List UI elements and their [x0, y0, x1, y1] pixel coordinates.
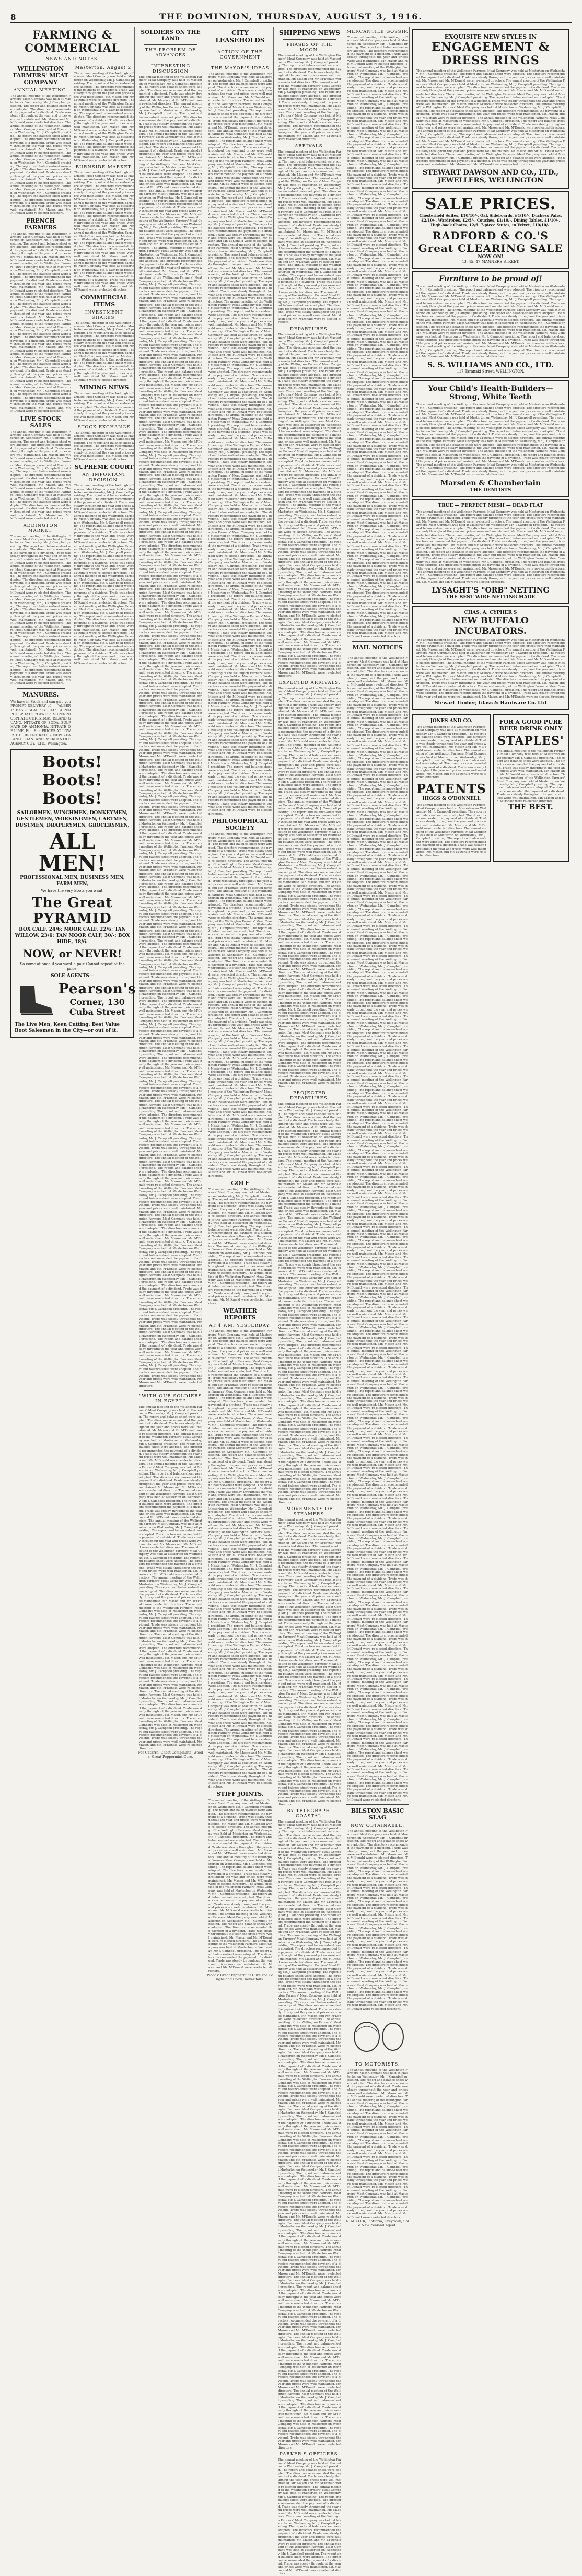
- article-text: The annual meeting of the Wellington Farmers' Meat Company was held at Masterton on Wednesday, Mr. J. Campbell presiding. The report and balance-sheet were adopted. The directors recommended the payment of a dividend. Trade was steady throughout the year and prices were well maintained. Mr. Mason and Mr. M'Donald were re-elected directors. The annual meeting of the Wellington Farmers' Meat Company was held at Masterton on Wednesday, Mr. J. Campbell presiding. The report and balance-sheet were adopted. The directors recommended the payment of a dividend. Trade was steady throughout the year and prices were well maintained. Mr. Mason and Mr. M'Donald were re-elected directors. The annual meeting of the Wellington Farmers' Meat Company was held at Masterton on Wednesday, Mr. J. Campbell presiding. The report and balance-sheet were adopted. The directors recommended the payment of a dividend. Trade was steady throughout the year and prices were well maintained. Mr. Mason and Mr. M'Donald were re-elected directors. The annual meeting of the Wellington Farmers' Meat Company was held at Masterton on Wednesday, Mr. J. Campbell presiding. The report and balance-sheet were adopted. The directors recommended the payment of a dividend. Trade was steady throughout the year and prices were well maintained. Mr. Mason and Mr. M'Donald were re-elected directors. The annual meeting of the Wellington Farmers' Meat Company was held at Masterton on Wednesday, Mr. J. Campbell presiding. The report and balance-sheet were adopted. The directors recommended the payment of a dividend. Trade was steady throughout the year and prices were well maintained. Mr. Mason and Mr. M'Donald were re-elected directors. The annual meeting of the Wellington Farmers' Meat Company was held at Masterton on Wednesday, Mr. J. Campbell presiding. The report and balance-sheet were adopted. The directors recommended the payment of a dividend. Trade was steady throughout the year and prices were well maintained. Mr. Mason and Mr. M'Donald were re-elected directors. The annual meeting of the Wellington Farmers' Meat Company was held at Masterton on Wednesday, Mr. J. Campbell presiding. The report and balance-sheet were adopted. The directors recommended the payment of a dividend. Trade was steady throughout the year and prices were well maintained. Mr. Mason and Mr. M'Donald were re-elected directors. The annual meeting of the Wellington Farmers' Meat Company was held at Masterton on Wednesday, Mr. J. Campbell presiding. The report and balance-sheet were adopted. The directors recommended the payment of a dividend. Trade was steady throughout the year and prices were well maintained. Mr. Mason and Mr. M'Donald were re-elected directors. The annual meeting of the Wellington Farmers' Meat Company was held at Masterton on Wednesday, Mr. J. Campbell presiding. The report and balance-sheet were adopted. The directors recommended the payment of a dividend. Trade was steady throughout the year and prices were well maintained. Mr. Mason and Mr. M'Donald were re-elected directors. The annual meeting of the Wellington Farmers' Meat Company was held at Masterton on Wednesday, Mr. J. Campbell presiding. The report and balance-sheet were adopted. The directors recommended the payment of a dividend. Trade was steady throughout the year and prices were well maintained. Mr. Mason and Mr. M'Donald were re-elected directors. The annual meeting of the Wellington Farmers' Meat Company was held at Masterton on Wednesday, Mr. J. Campbell presiding. The report and balance-sheet were adopted. The directors recommended the payment of a dividend. Trade was steady throughout the year and prices were well maintained. Mr. Mason and Mr. M'Donald were re-elected directors. The annual meeting of the Wellington Farmers' Meat Company was held at Masterton on Wednesday, Mr. J. Campbell presiding. The report and balance-sheet were adopted. The directors recommended the payment of a dividend. Trade was steady throughout the year and prices were well maintained. Mr. Mason and Mr. M'Donald were re-elected directors. The annual meeting of the Wellington Farmers' Meat Company was held at Masterton on Wednesday, Mr. J. Campbell presiding. The report and balance-sheet were adopted. The directors recommended the payment of a dividend. Trade was steady throughout the year and prices were well maintained. Mr. Mason and Mr. M'Donald were re-elected directors. The annual meeting of the Wellington Farmers' Meat Company was held at Masterton on Wednesday, Mr. J. Campbell presiding. The report and balance-sheet were adopted. The directors recommended the payment of a dividend. Trade was steady throughout the year and prices were well maintained. Mr. Mason and Mr. M'Donald were re-elected directors.: [278, 687, 342, 1088]
- staples-beer-ad: [493, 714, 569, 862]
- incubators: NEW BUFFALO INCUBATORS.: [452, 615, 529, 636]
- news-label: NEWS AND NOTES.: [45, 56, 100, 62]
- movements-heading: MOVEMENTS OF STEAMERS.: [286, 1506, 333, 1517]
- boots-advertisement: [10, 749, 134, 1038]
- teeth-heading: Your Child's Health-Builders— Strong, White Teeth: [428, 384, 553, 401]
- article-text: The annual meeting of the Wellington Farmers' Meat Company was held at Masterton on Wednesday, Mr. J. Campbell presiding. The report and balance-sheet were adopted. The directors recommended the payment of a dividend. Trade was steady throughout the year and prices were well maintained. Mr. Mason and Mr. M'Donald were re-elected directors. The annual meeting of the Wellington Farmers' Meat Company was held at Masterton on Wednesday, Mr. J. Campbell presiding. The report and balance-sheet were adopted. The directors recommended the payment of a dividend. Trade was steady throughout the year and prices were well maintained. Mr. Mason and Mr. M'Donald were re-elected directors. The annual meeting of the Wellington Farmers' Meat Company was held at Masterton on Wednesday, Mr. J. Campbell presiding. The report and balance-sheet were adopted. The directors recommended the payment of a dividend. Trade was steady throughout the year and prices were well maintained. Mr. Mason and Mr. M'Donald were re-elected directors. The annual meeting of the Wellington Farmers' Meat Company was held at Masterton on Wednesday, Mr. J. Campbell presiding. The report and balance-sheet were adopted. The directors recommended the payment of a dividend. Trade was steady throughout the year and prices were well maintained. Mr. Mason and Mr. M'Donald were re-elected directors. The annual meeting of the Wellington Farmers' Meat Company was held at Masterton on Wednesday, Mr. J. Campbell presiding. The report and balance-sheet were adopted. The directors recommended the payment of a dividend. Trade was steady throughout the year and prices were well maintained. Mr. Mason and Mr. M'Donald were re-elected directors. The annual meeting of the Wellington Farmers' Meat Company was held at Masterton on Wednesday, Mr. J. Campbell presiding. The report and balance-sheet were adopted. The directors recommended the payment of a dividend. Trade was steady throughout the year and prices were well maintained. Mr. Mason and Mr. M'Donald were re-elected directors.: [278, 150, 342, 324]
- article-text: The annual meeting of the Wellington Farmers' Meat Company was held at Masterton on Wednesday, Mr. J. Campbell presiding. The report and balance-sheet were adopted. The directors recommended the payment of a dividend. Trade was steady throughout the year and prices were well maintained. Mr. Mason and Mr. M'Donald were re-elected directors. The annual meeting of the Wellington Farmers' Meat Company was held at Masterton on Wednesday, Mr. J. Campbell presiding. The report and balance-sheet were adopted. The directors recommended the payment of a dividend. Trade was steady throughout the year and prices were well maintained. Mr. Mason and Mr. M'Donald were re-elected directors.: [74, 321, 135, 382]
- masthead: [10, 11, 572, 23]
- beer-heading: FOR A GOOD PURE BEER DRINK ONLY: [499, 718, 563, 732]
- orb-tag: TRUE — PERFECT MESH — DEAD FLAT: [438, 503, 543, 508]
- right-subcol: [74, 63, 135, 746]
- article-text: The annual meeting of the Wellington Farmers' Meat Company was held at Masterton on Wednesday, Mr. J. Campbell presiding. The report and balance-sheet were adopted. The directors recommended the payment of a dividend. Trade was steady throughout the year and prices were well maintained. Mr. Mason and Mr. M'Donald were re-elected directors. The annual meeting of the Wellington Farmers' Meat Company was held at Masterton on Wednesday, Mr. J. Campbell presiding. The report and balance-sheet were adopted. The directors recommended the payment of a dividend. Trade was steady throughout the year and prices were well maintained. Mr. Mason and Mr. M'Donald were re-elected directors. The annual meeting of the Wellington Farmers' Meat Company was held at Masterton on Wednesday, Mr. J. Campbell presiding. The report and balance-sheet were adopted. The directors recommended the payment of a dividend. Trade was steady throughout the year and prices were well maintained. Mr. Mason and Mr. M'Donald were re-elected directors. The annual meeting of the Wellington Farmers' Meat Company was held at Masterton on Wednesday, Mr. J. Campbell presiding. The report and balance-sheet were adopted. The directors recommended the payment of a dividend. Trade was steady throughout the year and prices were well maintained. Mr. Mason and Mr. M'Donald were re-elected directors.: [74, 171, 135, 292]
- manures-ad-text: We have in Stock and can give you PROMPT DELIVERY of — "ALBERT" BASIC SLAG "LYSELL" SUPERPHOSPHATE "LAWES" SUPERPHOSPHATE CHRISTMAS ISLAND GUANO. NITRATE OF SODA. SULPHATE OF AMMONIA. NITRATE OF LIME, Etc. Etc. PRICES AT LOWEST CURRENT RATES. NEW ZEALAND LOAN AND MERCANTILE AGENCY COY., LTD., Wellington.: [10, 699, 72, 746]
- stock-heading: STOCK EXCHANGE: [77, 424, 131, 430]
- ad-text: The annual meeting of the Wellington Farmers' Meat Company was held at Masterton on Wednesday, Mr. J. Campbell presiding. The report and balance-sheet were adopted. The directors recommended the payment of a dividend. Trade was steady throughout the year and prices were well maintained. Mr. Mason and Mr. M'Donald were re-elected directors. The annual meeting of the Wellington Farmers' Meat Company was held at Masterton on Wednesday, Mr. J. Campbell presiding. The report and balance-sheet were adopted. The directors recommended the payment of a dividend. Trade was steady throughout the year and prices were well maintained. Mr. Mason and Mr. M'Donald were re-elected directors. The annual meeting of the Wellington Farmers' Meat Company was held at Masterton on Wednesday, Mr. J. Campbell presiding. The report and balance-sheet were adopted. The directors recommended the payment of a dividend. Trade was steady throughout the year and prices were well maintained. Mr. Mason and Mr. M'Donald were re-elected directors. The annual meeting of the Wellington Farmers' Meat Company was held at Masterton on Wednesday, Mr. J. Campbell presiding. The report and balance-sheet were adopted. The directors recommended the payment of a dividend. Trade was steady throughout the year and prices were well maintained. Mr. Mason and Mr. M'Donald were re-elected directors. The annual meeting of the Wellington Farmers' Meat Company was held at Masterton on Wednesday, Mr. J. Campbell presiding. The report and balance-sheet were adopted. The directors recommended the payment of a dividend. Trade was steady throughout the year and prices were well maintained. Mr. Mason and Mr. M'Donald were re-elected directors. The annual meeting of the Wellington Farmers' Meat Company was held at Masterton on Wednesday, Mr. J. Campbell presiding. The report and balance-sheet were adopted. The directors recommended the payment of a dividend. Trade was steady throughout the year and prices were well maintained. Mr. Mason and Mr. M'Donald were re-elected directors.: [416, 285, 566, 359]
- stewart-heading: EXQUISITE NEW STYLES IN: [444, 33, 537, 40]
- cypher-ad: [412, 606, 569, 710]
- two-column-body: [10, 63, 134, 746]
- cypher-heading: CHAS. A. CYPHER'S: [464, 610, 517, 616]
- meat-heading: WELLINGTON FARMERS' MEAT COMPANY: [13, 65, 68, 86]
- sale-items: Chesterfield Suites, £10/10/-. Oak Sideboards, £4/10/-. Duchess Pairs, £2/10/-. Wardrobes, £2/5/-. Couches, £1/10/-. Dining Tables, £1/10/-. High-back Chairs, 12/6. 7-piece Suites, in Velvet, £10/10/-.: [419, 213, 562, 227]
- stewart-timber: Stewart Timber, Glass & Hardware Co. Ltd: [434, 700, 547, 706]
- article-text: The annual meeting of the Wellington Farmers' Meat Company was held at Masterton on Wednesday, Mr. J. Campbell presiding. The report and balance-sheet were adopted. The directors recommended the payment of a dividend. Trade was steady throughout the year and prices were well maintained. Mr. Mason and Mr. M'Donald were re-elected directors. The annual meeting of the Wellington Farmers' Meat Company was held at Masterton on Wednesday, Mr. J. Campbell presiding. The report and balance-sheet were adopted. The directors recommended the payment of a dividend. Trade was steady throughout the year and prices were well maintained. Mr. Mason and Mr. M'Donald were re-elected directors. The annual meeting of the Wellington Farmers' Meat Company was held at Masterton on Wednesday, Mr. J. Campbell presiding. The report and balance-sheet were adopted. The directors recommended the payment of a dividend. Trade was steady throughout the year and prices were well maintained. Mr. Mason and Mr. M'Donald were re-elected directors. The annual meeting of the Wellington Farmers' Meat Company was held at Masterton on Wednesday, Mr. J. Campbell presiding. The report and balance-sheet were adopted. The directors recommended the payment of a dividend. Trade was steady throughout the year and prices were well maintained. Mr. Mason and Mr. M'Donald were re-elected directors. The annual meeting of the Wellington Farmers' Meat Company was held at Masterton on Wednesday, Mr. J. Campbell presiding. The report and balance-sheet were adopted. The directors recommended the payment of a dividend. Trade was steady throughout the year and prices were well maintained. Mr. Mason and Mr. M'Donald were re-elected directors.: [347, 2069, 409, 2219]
- patents-heading: PATENTS: [416, 781, 486, 797]
- slag-heading: BILSTON BASIC SLAG: [351, 1807, 404, 1821]
- furniture-heading: Furniture to be proud of!: [439, 274, 542, 283]
- article-text: The annual meeting of the Wellington Farmers' Meat Company was held at Masterton on Wednesday, Mr. J. Campbell presiding. The report and balance-sheet were adopted. The directors recommended the payment of a dividend. Trade was steady throughout the year and prices were well maintained. Mr. Mason and Mr. M'Donald were re-elected directors. The annual meeting of the Wellington Farmers' Meat Company was held at Masterton on Wednesday, Mr. J. Campbell presiding. The report and balance-sheet were adopted. The directors recommended the payment of a dividend. Trade was steady throughout the year and prices were well maintained. Mr. Mason and Mr. M'Donald were re-elected directors. The annual meeting of the Wellington Farmers' Meat Company was held at Masterton on Wednesday, Mr. J. Campbell presiding. The report and balance-sheet were adopted. The directors recommended the payment of a dividend. Trade was steady throughout the year and prices were well maintained. Mr. Mason and Mr. M'Donald were re-elected directors. The annual meeting of the Wellington Farmers' Meat Company was held at Masterton on Wednesday, Mr. J. Campbell presiding. The report and balance-sheet were adopted. The directors recommended the payment of a dividend. Trade was steady throughout the year and prices were well maintained. Mr. Mason and Mr. M'Donald were re-elected directors.: [208, 1188, 273, 1305]
- sale-prices: SALE PRICES.: [425, 194, 556, 213]
- article-text: The annual meeting of the Wellington Farmers' Meat Company was held at Masterton on Wednesday, Mr. J. Campbell presiding. The report and balance-sheet were adopted. The directors recommended the payment of a dividend. Trade was steady throughout the year and prices were well maintained. Mr. Mason and Mr. M'Donald were re-elected directors. The annual meeting of the Wellington Farmers' Meat Company was held at Masterton on Wednesday, Mr. J. Campbell presiding. The report and balance-sheet were adopted. The directors recommended the payment of a dividend. Trade was steady throughout the year and prices were well maintained. Mr. Mason and Mr. M'Donald were re-elected directors. The annual meeting of the Wellington Farmers' Meat Company was held at Masterton on Wednesday, Mr. J. Campbell presiding. The report and balance-sheet were adopted. The directors recommended the payment of a dividend. Trade was steady throughout the year and prices were well maintained. Mr. Mason and Mr. M'Donald were re-elected directors.: [74, 72, 135, 163]
- pearsons-name: Pearson's: [59, 981, 136, 997]
- stewart-name: STEWART DAWSON AND CO., LTD., JEWELLERS, WELLINGTON: [423, 168, 558, 184]
- col3-footer: Woods' Great Peppermint Cure For Coughs and Colds, never fails.: [207, 1973, 273, 1982]
- marsden-name: Marsden & Chamberlain: [440, 479, 541, 488]
- weather-heading: WEATHER REPORTS: [223, 1307, 257, 1321]
- philosophical-heading: PHILOSOPHICAL SOCIETY: [212, 818, 269, 832]
- article-text: The annual meeting of the Wellington Farmers' Meat Company was held at Masterton on Wednesday, Mr. J. Campbell presiding. The report and balance-sheet were adopted. The directors recommended the payment of a dividend. Trade was steady throughout the year and prices were well maintained. Mr. Mason and Mr. M'Donald were re-elected directors. The annual meeting of the Wellington Farmers' Meat Company was held at Masterton on Wednesday, Mr. J. Campbell presiding. The report and balance-sheet were adopted. The directors recommended the payment of a dividend. Trade was steady throughout the year and prices were well maintained. Mr. Mason and Mr. M'Donald were re-elected directors. The annual meeting of the Wellington Farmers' Meat Company was held at Masterton on Wednesday, Mr. J. Campbell presiding. The report and balance-sheet were adopted. The directors recommended the payment of a dividend. Trade was steady throughout the year and prices were well maintained. Mr. Mason and Mr. M'Donald were re-elected directors. The annual meeting of the Wellington Farmers' Meat Company was held at Masterton on Wednesday, Mr. J. Campbell presiding. The report and balance-sheet were adopted. The directors recommended the payment of a dividend. Trade was steady throughout the year and prices were well maintained. Mr. Mason and Mr. M'Donald were re-elected directors.: [10, 95, 72, 215]
- section-title: FARMING & COMMERCIAL: [25, 28, 120, 54]
- article-text: The annual meeting of the Wellington Farmers' Meat Company was held at Masterton on Wednesday, Mr. J. Campbell presiding. The report and balance-sheet were adopted. The directors recommended the payment of a dividend. Trade was steady throughout the year and prices were well maintained. Mr. Mason and Mr. M'Donald were re-elected directors. The annual meeting of the Wellington Farmers' Meat Company was held at Masterton on Wednesday, Mr. J. Campbell presiding. The report and balance-sheet were adopted. The directors recommended the payment of a dividend. Trade was steady throughout the year and prices were well maintained. Mr. Mason and Mr. M'Donald were re-elected directors. The annual meeting of the Wellington Farmers' Meat Company was held at Masterton on Wednesday, Mr. J. Campbell presiding. The report and balance-sheet were adopted. The directors recommended the payment of a dividend. Trade was steady throughout the year and prices were well maintained. Mr. Mason and Mr. M'Donald were re-elected directors. The annual meeting of the Wellington Farmers' Meat Company was held at Masterton on Wednesday, Mr. J. Campbell presiding. The report and balance-sheet were adopted. The directors recommended the payment of a dividend. Trade was steady throughout the year and prices were well maintained. Mr. Mason and Mr. M'Donald were re-elected directors. The annual meeting of the Wellington Farmers' Meat Company was held at Masterton on Wednesday, Mr. J. Campbell presiding. The report and balance-sheet were adopted. The directors recommended the payment of a dividend. Trade was steady throughout the year and prices were well maintained. Mr. Mason and Mr. M'Donald were re-elected directors. The annual meeting of the Wellington Farmers' Meat Company was held at Masterton on Wednesday, Mr. J. Campbell presiding. The report and balance-sheet were adopted. The directors recommended the payment of a dividend. Trade was steady throughout the year and prices were well maintained. Mr. Mason and Mr. M'Donald were re-elected directors. The annual meeting of the Wellington Farmers' Meat Company was held at Masterton on Wednesday, Mr. J. Campbell presiding. The report and balance-sheet were adopted. The directors recommended the payment of a dividend. Trade was steady throughout the year and prices were well maintained. Mr. Mason and Mr. M'Donald were re-elected directors. The annual meeting of the Wellington Farmers' Meat Company was held at Masterton on Wednesday, Mr. J. Campbell presiding. The report and balance-sheet were adopted. The directors recommended the payment of a dividend. Trade was steady throughout the year and prices were well maintained. Mr. Mason and Mr. M'Donald were re-elected directors. The annual meeting of the Wellington Farmers' Meat Company was held at Masterton on Wednesday, Mr. J. Campbell presiding. The report and balance-sheet were adopted. The directors recommended the payment of a dividend. Trade was steady throughout the year and prices were well maintained. Mr. Mason and Mr. M'Donald were re-elected directors. The annual meeting of the Wellington Farmers' Meat Company was held at Masterton on Wednesday, Mr. J. Campbell presiding. The report and balance-sheet were adopted. The directors recommended the payment of a dividend. Trade was steady throughout the year and prices were well maintained. Mr. Mason and Mr. M'Donald were re-elected directors. The annual meeting of the Wellington Farmers' Meat Company was held at Masterton on Wednesday, Mr. J. Campbell presiding. The report and balance-sheet were adopted. The directors recommended the payment of a dividend. Trade was steady throughout the year and prices were well maintained. Mr. Mason and Mr. M'Donald were re-elected directors. The annual meeting of the Wellington Farmers' Meat Company was held at Masterton on Wednesday, Mr. J. Campbell presiding. The report and balance-sheet were adopted. The directors recommended the payment of a dividend. Trade was steady throughout the year and prices were well maintained. Mr. Mason and Mr. M'Donald were re-elected directors. The annual meeting of the Wellington Farmers' Meat Company was held at Masterton on Wednesday, Mr. J. Campbell presiding. The report and balance-sheet were adopted. The directors recommended the payment of a dividend. Trade was steady throughout the year and prices were well maintained. Mr. Mason and Mr. M'Donald were re-elected directors. The annual meeting of the Wellington Farmers' Meat Company was held at Masterton on Wednesday, Mr. J. Campbell presiding. The report and balance-sheet were adopted. The directors recommended the payment of a dividend. Trade was steady throughout the year and prices were well maintained. Mr. Mason and Mr. M'Donald were re-elected directors. The annual meeting of the Wellington Farmers' Meat Company was held at Masterton on Wednesday, Mr. J. Campbell presiding. The report and balance-sheet were adopted. The directors recommended the payment of a dividend. Trade was steady throughout the year and prices were well maintained. Mr. Mason and Mr. M'Donald were re-elected directors. The annual meeting of the Wellington Farmers' Meat Company was held at Masterton on Wednesday, Mr. J. Campbell presiding. The report and balance-sheet were adopted. The directors recommended the payment of a dividend. Trade was steady throughout the year and prices were well maintained. Mr. Mason and Mr. M'Donald were re-elected directors. The annual meeting of the Wellington Farmers' Meat Company was held at Masterton on Wednesday, Mr. J. Campbell presiding. The report and balance-sheet were adopted. The directors recommended the payment of a dividend. Trade was steady throughout the year and prices were well maintained. Mr. Mason and Mr. M'Donald were re-elected directors. The annual meeting of the Wellington Farmers' Meat Company was held at Masterton on Wednesday, Mr. J. Campbell presiding. The report and balance-sheet were adopted. The directors recommended the payment of a dividend. Trade was steady throughout the year and prices were well maintained. Mr. Mason and Mr. M'Donald were re-elected directors. The annual meeting of the Wellington Farmers' Meat Company was held at Masterton on Wednesday, Mr. J. Campbell presiding. The report and balance-sheet were adopted. The directors recommended the payment of a dividend. Trade was steady throughout the year and prices were well maintained. Mr. Mason and Mr. M'Donald were re-elected directors. The annual meeting of the Wellington Farmers' Meat Company was held at Masterton on Wednesday, Mr. J. Campbell presiding. The report and balance-sheet were adopted. The directors recommended the payment of a dividend. Trade was steady throughout the year and prices were well maintained. Mr. Mason and Mr. M'Donald were re-elected directors. The annual meeting of the Wellington Farmers' Meat Company was held at Masterton on Wednesday, Mr. J. Campbell presiding. The report and balance-sheet were adopted. The directors recommended the payment of a dividend. Trade was steady throughout the year and prices were well maintained. Mr. Mason and Mr. M'Donald were re-elected directors. The annual meeting of the Wellington Farmers' Meat Company was held at Masterton on Wednesday, Mr. J. Campbell presiding. The report and balance-sheet were adopted. The directors recommended the payment of a dividend. Trade was steady throughout the year and prices were well maintained. Mr. Mason and Mr. M'Donald were re-elected directors. The annual meeting of the Wellington Farmers' Meat Company was held at Masterton on Wednesday, Mr. J. Campbell presiding. The report and balance-sheet were adopted. The directors recommended the payment of a dividend. Trade was steady throughout the year and prices were well maintained. Mr. Mason and Mr. M'Donald were re-elected directors. The annual meeting of the Wellington Farmers' Meat Company was held at Masterton on Wednesday, Mr. J. Campbell presiding. The report and balance-sheet were adopted. The directors recommended the payment of a dividend. Trade was steady throughout the year and prices were well maintained. Mr. Mason and Mr. M'Donald were re-elected directors. The annual meeting of the Wellington Farmers' Meat Company was held at Masterton on Wednesday, Mr. J. Campbell presiding. The report and balance-sheet were adopted. The directors recommended the payment of a dividend. Trade was steady throughout the year and prices were well maintained. Mr. Mason and Mr. M'Donald were re-elected directors. The annual meeting of the Wellington Farmers' Meat Company was held at Masterton on Wednesday, Mr. J. Campbell presiding. The report and balance-sheet were adopted. The directors recommended the payment of a dividend. Trade was steady throughout the year and prices were well maintained. Mr. Mason and Mr. M'Donald were re-elected directors. The annual meeting of the Wellington Farmers' Meat Company was held at Masterton on Wednesday, Mr. J. Campbell presiding. The report and balance-sheet were adopted. The directors recommended the payment of a dividend. Trade was steady throughout the year and prices were well maintained. Mr. Mason and Mr. M'Donald were re-elected directors. The annual meeting of the Wellington Farmers' Meat Company was held at Masterton on Wednesday, Mr. J. Campbell presiding. The report and balance-sheet were adopted. The directors recommended the payment of a dividend. Trade was steady throughout the year and prices were well maintained. Mr. Mason and Mr. M'Donald were re-elected directors. The annual meeting of the Wellington Farmers' Meat Company was held at Masterton on Wednesday, Mr. J. Campbell presiding. The report and balance-sheet were adopted. The directors recommended the payment of a dividend. Trade was steady throughout the year and prices were well maintained. Mr. Mason and Mr. M'Donald were re-elected directors. The annual meeting of the Wellington Farmers' Meat Company was held at Masterton on Wednesday, Mr. J. Campbell presiding. The report and balance-sheet were adopted. The directors recommended the payment of a dividend. Trade was steady throughout the year and prices were well maintained. Mr. Mason and Mr. M'Donald were re-elected directors. The annual meeting of the Wellington Farmers' Meat Company was held at Masterton on Wednesday, Mr. J. Campbell presiding. The report and balance-sheet were adopted. The directors recommended the payment of a dividend. Trade was steady throughout the year and prices were well maintained. Mr. Mason and Mr. M'Donald were re-elected directors. The annual meeting of the Wellington Farmers' Meat Company was held at Masterton on Wednesday, Mr. J. Campbell presiding. The report and balance-sheet were adopted. The directors recommended the payment of a dividend. Trade was steady throughout the year and prices were well maintained. Mr. Mason and Mr. M'Donald were re-elected directors. The annual meeting of the Wellington Farmers' Meat Company was held at Masterton on Wednesday, Mr. J. Campbell presiding. The report and balance-sheet were adopted. The directors recommended the payment of a dividend. Trade was steady throughout the year and prices were well maintained. Mr. Mason and Mr. M'Donald were re-elected directors. The annual meeting of the Wellington Farmers' Meat Company was held at Masterton on Wednesday, Mr. J. Campbell presiding. The report and balance-sheet were adopted. The directors recommended the payment of a dividend. Trade was steady throughout the year and prices were well maintained. Mr. Mason and Mr. M'Donald were re-elected directors. The annual meeting of the Wellington Farmers' Meat Company was held at Masterton on Wednesday, Mr. J. Campbell presiding. The report and balance-sheet were adopted. The directors recommended the payment of a dividend. Trade was steady throughout the year and prices were well maintained. Mr. Mason and Mr. M'Donald were re-elected directors. The annual meeting of the Wellington Farmers' Meat Company was held at Masterton on Wednesday, Mr. J. Campbell presiding. The report and balance-sheet were adopted. The directors recommended the payment of a dividend. Trade was steady throughout the year and prices were well maintained. Mr. Mason and Mr. M'Donald were re-elected directors. The annual meeting of the Wellington Farmers' Meat Company was held at Masterton on Wednesday, Mr. J. Campbell presiding. The report and balance-sheet were adopted. The directors recommended the payment of a dividend. Trade was steady throughout the year and prices were well maintained. Mr. Mason and Mr. M'Donald were re-elected directors. The annual meeting of the Wellington Farmers' Meat Company was held at Masterton on Wednesday, Mr. J. Campbell presiding. The report and balance-sheet were adopted. The directors recommended the payment of a dividend. Trade was steady throughout the year and prices were well maintained. Mr. Mason and Mr. M'Donald were re-elected directors. The annual meeting of the Wellington Farmers' Meat Company was held at Masterton on Wednesday, Mr. J. Campbell presiding. The report and balance-sheet were adopted. The directors recommended the payment of a dividend. Trade was steady throughout the year and prices were well maintained. Mr. Mason and Mr. M'Donald were re-elected directors. The annual meeting of the Wellington Farmers' Meat Company was held at Masterton on Wednesday, Mr. J. Campbell presiding. The report and balance-sheet were adopted. The directors recommended the payment of a dividend. Trade was steady throughout the year and prices were well maintained. Mr. Mason and Mr. M'Donald were re-elected directors. The annual meeting of the Wellington Farmers' Meat Company was held at Masterton on Wednesday, Mr. J. Campbell presiding. The report and balance-sheet were adopted. The directors recommended the payment of a dividend. Trade was steady throughout the year and prices were well maintained. Mr. Mason and Mr. M'Donald were re-elected directors. The annual meeting of the Wellington Farmers' Meat Company was held at Masterton on Wednesday, Mr. J. Campbell presiding. The report and balance-sheet were adopted. The directors recommended the payment of a dividend. Trade was steady throughout the year and prices were well maintained. Mr. Mason and Mr. M'Donald were re-elected directors. The annual meeting of the Wellington Farmers' Meat Company was held at Masterton on Wednesday, Mr. J. Campbell presiding. The report and balance-sheet were adopted. The directors recommended the payment of a dividend. Trade was steady throughout the year and prices were well maintained. Mr. Mason and Mr. M'Donald were re-elected directors. The annual meeting of the Wellington Farmers' Meat Company was held at Masterton on Wednesday, Mr. J. Campbell presiding. The report and balance-sheet were adopted. The directors recommended the payment of a dividend. Trade was steady throughout the year and prices were well maintained. Mr. Mason and Mr. M'Donald were re-elected directors. The annual meeting of the Wellington Farmers' Meat Company was held at Masterton on Wednesday, Mr. J. Campbell presiding. The report and balance-sheet were adopted. The directors recommended the payment of a dividend. Trade was steady throughout the year and prices were well maintained. Mr. Mason and Mr. M'Donald were re-elected directors. The annual meeting of the Wellington Farmers' Meat Company was held at Masterton on Wednesday, Mr. J. Campbell presiding. The report and balance-sheet were adopted. The directors recommended the payment of a dividend. Trade was steady throughout the year and prices were well maintained. Mr. Mason and Mr. M'Donald were re-elected directors.: [139, 76, 203, 1388]
- staples-name: STAPLES': [497, 734, 564, 748]
- boots-prices: BOX CALF, 24/6; MOOR CALF, 22/6; TAN WILLOW, 23/6; TAN MOOR CALF, 30/-; BOX HIDE, 18/6.: [15, 926, 130, 945]
- newspaper-title: THE DOMINION, THURSDAY, AUGUST 3, 1916.: [159, 11, 423, 21]
- article-text: The annual meeting of the Wellington Farmers' Meat Company was held at Masterton on Wednesday, Mr. J. Campbell presiding. The report and balance-sheet were adopted. The directors recommended the payment of a dividend. Trade was steady throughout the year and prices were well maintained. Mr. Mason and Mr. M'Donald were re-elected directors.: [74, 431, 135, 461]
- ad-text: The annual meeting of the Wellington Farmers' Meat Company was held at Masterton on Wednesday, Mr. J. Campbell presiding. The report and balance-sheet were adopted. The directors recommended the payment of a dividend. Trade was steady throughout the year and prices were well maintained. Mr. Mason and Mr. M'Donald were re-elected directors. The annual meeting of the Wellington Farmers' Meat Company was held at Masterton on Wednesday, Mr. J. Campbell presiding. The report and balance-sheet were adopted. The directors recommended the payment of a dividend. Trade was steady throughout the year and prices were well maintained. Mr. Mason and Mr. M'Donald were re-elected directors.: [416, 725, 487, 779]
- page-number: 8: [10, 13, 16, 22]
- pearsons-address: Corner, 130 Cuba Street: [69, 996, 125, 1017]
- come-at-once: So come at once if you want a pair. Cannot repeat at the price.: [20, 961, 125, 971]
- column-soldiers-land: [137, 27, 204, 1759]
- article-text: The annual meeting of the Wellington Farmers' Meat Company was held at Masterton on Wednesday, Mr. J. Campbell presiding. The report and balance-sheet were adopted. The directors recommended the payment of a dividend. Trade was steady throughout the year and prices were well maintained. Mr. Mason and Mr. M'Donald were re-elected directors.: [74, 392, 135, 423]
- leaseholds-sub2: THE MAYOR'S IDEAS: [211, 66, 270, 71]
- boots-professions: PROFESSIONAL MEN, BUSINESS MEN, FARM MEN,: [20, 875, 125, 887]
- now-or-never: NOW, or NEVER!: [22, 947, 122, 960]
- motor-illustration: [346, 2011, 410, 2058]
- all-men: ALL MEN!: [39, 829, 106, 876]
- weather-sub: AT 4 P.M. YESTERDAY.: [209, 1323, 271, 1329]
- column-farming-commercial: [10, 27, 136, 1034]
- leaseholds-sub1: ACTION OF THE GOVERNMENT: [217, 50, 263, 60]
- soldiers-sub1: THE PROBLEM OF ADVANCES: [145, 48, 196, 58]
- article-text: The annual meeting of the Wellington Farmers' Meat Company was held at Masterton on Wednesday, Mr. J. Campbell presiding. The report and balance-sheet were adopted. The directors recommended the payment of a dividend. Trade was steady throughout the year and prices were well maintained. Mr. Mason and Mr. M'Donald were re-elected directors. The annual meeting of the Wellington Farmers' Meat Company was held at Masterton on Wednesday, Mr. J. Campbell presiding. The report and balance-sheet were adopted. The directors recommended the payment of a dividend. Trade was steady throughout the year and prices were well maintained. Mr. Mason and Mr. M'Donald were re-elected directors. The annual meeting of the Wellington Farmers' Meat Company was held at Masterton on Wednesday, Mr. J. Campbell presiding. The report and balance-sheet were adopted. The directors recommended the payment of a dividend. Trade was steady throughout the year and prices were well maintained. Mr. Mason and Mr. M'Donald were re-elected directors. The annual meeting of the Wellington Farmers' Meat Company was held at Masterton on Wednesday, Mr. J. Campbell presiding. The report and balance-sheet were adopted. The directors recommended the payment of a dividend. Trade was steady throughout the year and prices were well maintained. Mr. Mason and Mr. M'Donald were re-elected directors. The annual meeting of the Wellington Farmers' Meat Company was held at Masterton on Wednesday, Mr. J. Campbell presiding. The report and balance-sheet were adopted. The directors recommended the payment of a dividend. Trade was steady throughout the year and prices were well maintained. Mr. Mason and Mr. M'Donald were re-elected directors. The annual meeting of the Wellington Farmers' Meat Company was held at Masterton on Wednesday, Mr. J. Campbell presiding. The report and balance-sheet were adopted. The directors recommended the payment of a dividend. Trade was steady throughout the year and prices were well maintained. Mr. Mason and Mr. M'Donald were re-elected directors. The annual meeting of the Wellington Farmers' Meat Company was held at Masterton on Wednesday, Mr. J. Campbell presiding. The report and balance-sheet were adopted. The directors recommended the payment of a dividend. Trade was steady throughout the year and prices were well maintained. Mr. Mason and Mr. M'Donald were re-elected directors. The annual meeting of the Wellington Farmers' Meat Company was held at Masterton on Wednesday, Mr. J. Campbell presiding. The report and balance-sheet were adopted. The directors recommended the payment of a dividend. Trade was steady throughout the year and prices were well maintained. Mr. Mason and Mr. M'Donald were re-elected directors. The annual meeting of the Wellington Farmers' Meat Company was held at Masterton on Wednesday, Mr. J. Campbell presiding. The report and balance-sheet were adopted. The directors recommended the payment of a dividend. Trade was steady throughout the year and prices were well maintained. Mr. Mason and Mr. M'Donald were re-elected directors. The annual meeting of the Wellington Farmers' Meat Company was held at Masterton on Wednesday, Mr. J. Campbell presiding. The report and balance-sheet were adopted. The directors recommended the payment of a dividend. Trade was steady throughout the year and prices were well maintained. Mr. Mason and Mr. M'Donald were re-elected directors.: [278, 1518, 342, 1806]
- article-text: The annual meeting of the Wellington Farmers' Meat Company was held at Masterton on Wednesday, Mr. J. Campbell presiding. The report and balance-sheet were adopted. The directors recommended the payment of a dividend. Trade was steady throughout the year and prices were well maintained. Mr. Mason and Mr. M'Donald were re-elected directors. The annual meeting of the Wellington Farmers' Meat Company was held at Masterton on Wednesday, Mr. J. Campbell presiding. The report and balance-sheet were adopted. The directors recommended the payment of a dividend. Trade was steady throughout the year and prices were well maintained. Mr. Mason and Mr. M'Donald were re-elected directors. The annual meeting of the Wellington Farmers' Meat Company was held at Masterton on Wednesday, Mr. J. Campbell presiding. The report and balance-sheet were adopted. The directors recommended the payment of a dividend. Trade was steady throughout the year and prices were well maintained. Mr. Mason and Mr. M'Donald were re-elected directors. The annual meeting of the Wellington Farmers' Meat Company was held at Masterton on Wednesday, Mr. J. Campbell presiding. The report and balance-sheet were adopted. The directors recommended the payment of a dividend. Trade was steady throughout the year and prices were well maintained. Mr. Mason and Mr. M'Donald were re-elected directors. The annual meeting of the Wellington Farmers' Meat Company was held at Masterton on Wednesday, Mr. J. Campbell presiding. The report and balance-sheet were adopted. The directors recommended the payment of a dividend. Trade was steady throughout the year and prices were well maintained. Mr. Mason and Mr. M'Donald were re-elected directors. The annual meeting of the Wellington Farmers' Meat Company was held at Masterton on Wednesday, Mr. J. Campbell presiding. The report and balance-sheet were adopted. The directors recommended the payment of a dividend. Trade was steady throughout the year and prices were well maintained. Mr. Mason and Mr. M'Donald were re-elected directors.: [74, 484, 135, 665]
- column-shipping-news: [276, 27, 343, 2576]
- jones-name: JONES AND CO.: [430, 718, 473, 724]
- stewart-dawson-ad: [412, 29, 569, 189]
- commercial-heading: COMMERCIAL ITEMS: [80, 294, 128, 308]
- column-mail-notices: [346, 27, 410, 2228]
- ad-text: The annual meeting of the Wellington Farmers' Meat Company was held at Masterton on Wednesday, Mr. J. Campbell presiding. The report and balance-sheet were adopted. The directors recommended the payment of a dividend. Trade was steady throughout the year and prices were well maintained. Mr. Mason and Mr. M'Donald were re-elected directors. The annual meeting of the Wellington Farmers' Meat Company was held at Masterton on Wednesday, Mr. J. Campbell presiding. The report and balance-sheet were adopted. The directors recommended the payment of a dividend. Trade was steady throughout the year and prices were well maintained. Mr. Mason and Mr. M'Donald were re-elected directors. The annual meeting of the Wellington Farmers' Meat Company was held at Masterton on Wednesday, Mr. J. Campbell presiding. The report and balance-sheet were adopted. The directors recommended the payment of a dividend. Trade was steady throughout the year and prices were well maintained. Mr. Mason and Mr. M'Donald were re-elected directors. The annual meeting of the Wellington Farmers' Meat Company was held at Masterton on Wednesday, Mr. J. Campbell presiding. The report and balance-sheet were adopted. The directors recommended the payment of a dividend. Trade was steady throughout the year and prices were well maintained. Mr. Mason and Mr. M'Donald were re-elected directors. The annual meeting of the Wellington Farmers' Meat Company was held at Masterton on Wednesday, Mr. J. Campbell presiding. The report and balance-sheet were adopted. The directors recommended the payment of a dividend. Trade was steady throughout the year and prices were well maintained. Mr. Mason and Mr. M'Donald were re-elected directors. The annual meeting of the Wellington Farmers' Meat Company was held at Masterton on Wednesday, Mr. J. Campbell presiding. The report and balance-sheet were adopted. The directors recommended the payment of a dividend. Trade was steady throughout the year and prices were well maintained. Mr. Mason and Mr. M'Donald were re-elected directors.: [416, 403, 566, 477]
- burnside-heading: BURNSIDE MARKET.: [75, 164, 133, 170]
- article-text: The annual meeting of the Wellington Farmers' Meat Company was held at Masterton on Wednesday, Mr. J. Campbell presiding. The report and balance-sheet were adopted. The directors recommended the payment of a dividend. Trade was steady throughout the year and prices were well maintained. Mr. Mason and Mr. M'Donald were re-elected directors. The annual meeting of the Wellington Farmers' Meat Company was held at Masterton on Wednesday, Mr. J. Campbell presiding. The report and balance-sheet were adopted. The directors recommended the payment of a dividend. Trade was steady throughout the year and prices were well maintained. Mr. Mason and Mr. M'Donald were re-elected directors. The annual meeting of the Wellington Farmers' Meat Company was held at Masterton on Wednesday, Mr. J. Campbell presiding. The report and balance-sheet were adopted. The directors recommended the payment of a dividend. Trade was steady throughout the year and prices were well maintained. Mr. Mason and Mr. M'Donald were re-elected directors. The annual meeting of the Wellington Farmers' Meat Company was held at Masterton on Wednesday, Mr. J. Campbell presiding. The report and balance-sheet were adopted. The directors recommended the payment of a dividend. Trade was steady throughout the year and prices were well maintained. Mr. Mason and Mr. M'Donald were re-elected directors. The annual meeting of the Wellington Farmers' Meat Company was held at Masterton on Wednesday, Mr. J. Campbell presiding. The report and balance-sheet were adopted. The directors recommended the payment of a dividend. Trade was steady throughout the year and prices were well maintained. Mr. Mason and Mr. M'Donald were re-elected directors. The annual meeting of the Wellington Farmers' Meat Company was held at Masterton on Wednesday, Mr. J. Campbell presiding. The report and balance-sheet were adopted. The directors recommended the payment of a dividend. Trade was steady throughout the year and prices were well maintained. Mr. Mason and Mr. M'Donald were re-elected directors. The annual meeting of the Wellington Farmers' Meat Company was held at Masterton on Wednesday, Mr. J. Campbell presiding. The report and balance-sheet were adopted. The directors recommended the payment of a dividend. Trade was steady throughout the year and prices were well maintained. Mr. Mason and Mr. M'Donald were re-elected directors. The annual meeting of the Wellington Farmers' Meat Company was held at Masterton on Wednesday, Mr. J. Campbell presiding. The report and balance-sheet were adopted. The directors recommended the payment of a dividend. Trade was steady throughout the year and prices were well maintained. Mr. Mason and Mr. M'Donald were re-elected directors. The annual meeting of the Wellington Farmers' Meat Company was held at Masterton on Wednesday, Mr. J. Campbell presiding. The report and balance-sheet were adopted. The directors recommended the payment of a dividend. Trade was steady throughout the year and prices were well maintained. Mr. Mason and Mr. M'Donald were re-elected directors. The annual meeting of the Wellington Farmers' Meat Company was held at Masterton on Wednesday, Mr. J. Campbell presiding. The report and balance-sheet were adopted. The directors recommended the payment of a dividend. Trade was steady throughout the year and prices were well maintained. Mr. Mason and Mr. M'Donald were re-elected directors. The annual meeting of the Wellington Farmers' Meat Company was held at Masterton on Wednesday, Mr. J. Campbell presiding. The report and balance-sheet were adopted. The directors recommended the payment of a dividend. Trade was steady throughout the year and prices were well maintained. Mr. Mason and Mr. M'Donald were re-elected directors. The annual meeting of the Wellington Farmers' Meat Company was held at Masterton on Wednesday, Mr. J. Campbell presiding. The report and balance-sheet were adopted. The directors recommended the payment of a dividend. Trade was steady throughout the year and prices were well maintained. Mr. Mason and Mr. M'Donald were re-elected directors. The annual meeting of the Wellington Farmers' Meat Company was held at Masterton on Wednesday, Mr. J. Campbell presiding. The report and balance-sheet were adopted. The directors recommended the payment of a dividend. Trade was steady throughout the year and prices were well maintained. Mr. Mason and Mr. M'Donald were re-elected directors. The annual meeting of the Wellington Farmers' Meat Company was held at Masterton on Wednesday, Mr. J. Campbell presiding. The report and balance-sheet were adopted. The directors recommended the payment of a dividend. Trade was steady throughout the year and prices were well maintained. Mr. Mason and Mr. M'Donald were re-elected directors. The annual meeting of the Wellington Farmers' Meat Company was held at Masterton on Wednesday, Mr. J. Campbell presiding. The report and balance-sheet were adopted. The directors recommended the payment of a dividend. Trade was steady throughout the year and prices were well maintained. Mr. Mason and Mr. M'Donald were re-elected directors. The annual meeting of the Wellington Farmers' Meat Company was held at Masterton on Wednesday, Mr. J. Campbell presiding. The report and balance-sheet were adopted. The directors recommended the payment of a dividend. Trade was steady throughout the year and prices were well maintained. Mr. Mason and Mr. M'Donald were re-elected directors. The annual meeting of the Wellington Farmers' Meat Company was held at Masterton on Wednesday, Mr. J. Campbell presiding. The report and balance-sheet were adopted. The directors recommended the payment of a dividend. Trade was steady throughout the year and prices were well maintained. Mr. Mason and Mr. M'Donald were re-elected directors. The annual meeting of the Wellington Farmers' Meat Company was held at Masterton on Wednesday, Mr. J. Campbell presiding. The report and balance-sheet were adopted. The directors recommended the payment of a dividend. Trade was steady throughout the year and prices were well maintained. Mr. Mason and Mr. M'Donald were re-elected directors. The annual meeting of the Wellington Farmers' Meat Company was held at Masterton on Wednesday, Mr. J. Campbell presiding. The report and balance-sheet were adopted. The directors recommended the payment of a dividend. Trade was steady throughout the year and prices were well maintained. Mr. Mason and Mr. M'Donald were re-elected directors. The annual meeting of the Wellington Farmers' Meat Company was held at Masterton on Wednesday, Mr. J. Campbell presiding. The report and balance-sheet were adopted. The directors recommended the payment of a dividend. Trade was steady throughout the year and prices were well maintained. Mr. Mason and Mr. M'Donald were re-elected directors. The annual meeting of the Wellington Farmers' Meat Company was held at Masterton on Wednesday, Mr. J. Campbell presiding. The report and balance-sheet were adopted. The directors recommended the payment of a dividend. Trade was steady throughout the year and prices were well maintained. Mr. Mason and Mr. M'Donald were re-elected directors. The annual meeting of the Wellington Farmers' Meat Company was held at Masterton on Wednesday, Mr. J. Campbell presiding. The report and balance-sheet were adopted. The directors recommended the payment of a dividend. Trade was steady throughout the year and prices were well maintained. Mr. Mason and Mr. M'Donald were re-elected directors. The annual meeting of the Wellington Farmers' Meat Company was held at Masterton on Wednesday, Mr. J. Campbell presiding. The report and balance-sheet were adopted. The directors recommended the payment of a dividend. Trade was steady throughout the year and prices were well maintained. Mr. Mason and Mr. M'Donald were re-elected directors. The annual meeting of the Wellington Farmers' Meat Company was held at Masterton on Wednesday, Mr. J. Campbell presiding. The report and balance-sheet were adopted. The directors recommended the payment of a dividend. Trade was steady throughout the year and prices were well maintained. Mr. Mason and Mr. M'Donald were re-elected directors. The annual meeting of the Wellington Farmers' Meat Company was held at Masterton on Wednesday, Mr. J. Campbell presiding. The report and balance-sheet were adopted. The directors recommended the payment of a dividend. Trade was steady throughout the year and prices were well maintained. Mr. Mason and Mr. M'Donald were re-elected directors. The annual meeting of the Wellington Farmers' Meat Company was held at Masterton on Wednesday, Mr. J. Campbell presiding. The report and balance-sheet were adopted. The directors recommended the payment of a dividend. Trade was steady throughout the year and prices were well maintained. Mr. Mason and Mr. M'Donald were re-elected directors.: [208, 73, 273, 816]
- mail-heading: MAIL NOTICES: [352, 644, 403, 652]
- motorists-heading: TO MOTORISTS.: [355, 2062, 400, 2067]
- coastal-heading: BY TELEGRAPH. COASTAL.: [287, 1808, 332, 1819]
- article-text: The annual meeting of the Wellington Farmers' Meat Company was held at Masterton on Wednesday, Mr. J. Campbell presiding. The report and balance-sheet were adopted. The directors recommended the payment of a dividend. Trade was steady throughout the year and prices were well maintained. Mr. Mason and Mr. M'Donald were re-elected directors. The annual meeting of the Wellington Farmers' Meat Company was held at Masterton on Wednesday, Mr. J. Campbell presiding. The report and balance-sheet were adopted. The directors recommended the payment of a dividend. Trade was steady throughout the year and prices were well maintained. Mr. Mason and Mr. M'Donald were re-elected directors. The annual meeting of the Wellington Farmers' Meat Company was held at Masterton on Wednesday, Mr. J. Campbell presiding. The report and balance-sheet were adopted. The directors recommended the payment of a dividend. Trade was steady throughout the year and prices were well maintained. Mr. Mason and Mr. M'Donald were re-elected directors. The annual meeting of the Wellington Farmers' Meat Company was held at Masterton on Wednesday, Mr. J. Campbell presiding. The report and balance-sheet were adopted. The directors recommended the payment of a dividend. Trade was steady throughout the year and prices were well maintained. Mr. Mason and Mr. M'Donald were re-elected directors. The annual meeting of the Wellington Farmers' Meat Company was held at Masterton on Wednesday, Mr. J. Campbell presiding. The report and balance-sheet were adopted. The directors recommended the payment of a dividend. Trade was steady throughout the year and prices were well maintained. Mr. Mason and Mr. M'Donald were re-elected directors. The annual meeting of the Wellington Farmers' Meat Company was held at Masterton on Wednesday, Mr. J. Campbell presiding. The report and balance-sheet were adopted. The directors recommended the payment of a dividend. Trade was steady throughout the year and prices were well maintained. Mr. Mason and Mr. M'Donald were re-elected directors. The annual meeting of the Wellington Farmers' Meat Company was held at Masterton on Wednesday, Mr. J. Campbell presiding. The report and balance-sheet were adopted. The directors recommended the payment of a dividend. Trade was steady throughout the year and prices were well maintained. Mr. Mason and Mr. M'Donald were re-elected directors. The annual meeting of the Wellington Farmers' Meat Company was held at Masterton on Wednesday, Mr. J. Campbell presiding. The report and balance-sheet were adopted. The directors recommended the payment of a dividend. Trade was steady throughout the year and prices were well maintained. Mr. Mason and Mr. M'Donald were re-elected directors. The annual meeting of the Wellington Farmers' Meat Company was held at Masterton on Wednesday, Mr. J. Campbell presiding. The report and balance-sheet were adopted. The directors recommended the payment of a dividend. Trade was steady throughout the year and prices were well maintained. Mr. Mason and Mr. M'Donald were re-elected directors. The annual meeting of the Wellington Farmers' Meat Company was held at Masterton on Wednesday, Mr. J. Campbell presiding. The report and balance-sheet were adopted. The directors recommended the payment of a dividend. Trade was steady throughout the year and prices were well maintained. Mr. Mason and Mr. M'Donald were re-elected directors. The annual meeting of the Wellington Farmers' Meat Company was held at Masterton on Wednesday, Mr. J. Campbell presiding. The report and balance-sheet were adopted. The directors recommended the payment of a dividend. Trade was steady throughout the year and prices were well maintained. Mr. Mason and Mr. M'Donald were re-elected directors. The annual meeting of the Wellington Farmers' Meat Company was held at Masterton on Wednesday, Mr. J. Campbell presiding. The report and balance-sheet were adopted. The directors recommended the payment of a dividend. Trade was steady throughout the year and prices were well maintained. Mr. Mason and Mr. M'Donald were re-elected directors. The annual meeting of the Wellington Farmers' Meat Company was held at Masterton on Wednesday, Mr. J. Campbell presiding. The report and balance-sheet were adopted. The directors recommended the payment of a dividend. Trade was steady throughout the year and prices were well maintained. Mr. Mason and Mr. M'Donald were re-elected directors. The annual meeting of the Wellington Farmers' Meat Company was held at Masterton on Wednesday, Mr. J. Campbell presiding. The report and balance-sheet were adopted. The directors recommended the payment of a dividend. Trade was steady throughout the year and prices were well maintained. Mr. Mason and Mr. M'Donald were re-elected directors. The annual meeting of the Wellington Farmers' Meat Company was held at Masterton on Wednesday, Mr. J. Campbell presiding. The report and balance-sheet were adopted. The directors recommended the payment of a dividend. Trade was steady throughout the year and prices were well maintained. Mr. Mason and Mr. M'Donald were re-elected directors. The annual meeting of the Wellington Farmers' Meat Company was held at Masterton on Wednesday, Mr. J. Campbell presiding. The report and balance-sheet were adopted. The directors recommended the payment of a dividend. Trade was steady throughout the year and prices were well maintained. Mr. Mason and Mr. M'Donald were re-elected directors.: [208, 1330, 273, 1789]
- engagement-rings: ENGAGEMENT & DRESS RINGS: [432, 40, 550, 67]
- pyramid-headline: The Great PYRAMID: [32, 895, 113, 926]
- dentist-ad: [412, 380, 569, 497]
- slag-sub: NOW OBTAINABLE.: [350, 1823, 405, 1829]
- article-text: The annual meeting of the Wellington Farmers' Meat Company was held at Masterton on Wednesday, Mr. J. Campbell presiding. The report and balance-sheet were adopted. The directors recommended the payment of a dividend. Trade was steady throughout the year and prices were well maintained. Mr. Mason and Mr. M'Donald were re-elected directors. The annual meeting of the Wellington Farmers' Meat Company was held at Masterton on Wednesday, Mr. J. Campbell presiding. The report and balance-sheet were adopted. The directors recommended the payment of a dividend. Trade was steady throughout the year and prices were well maintained. Mr. Mason and Mr. M'Donald were re-elected directors. The annual meeting of the Wellington Farmers' Meat Company was held at Masterton on Wednesday, Mr. J. Campbell presiding. The report and balance-sheet were adopted. The directors recommended the payment of a dividend. Trade was steady throughout the year and prices were well maintained. Mr. Mason and Mr. M'Donald were re-elected directors. The annual meeting of the Wellington Farmers' Meat Company was held at Masterton on Wednesday, Mr. J. Campbell presiding. The report and balance-sheet were adopted. The directors recommended the payment of a dividend. Trade was steady throughout the year and prices were well maintained. Mr. Mason and Mr. M'Donald were re-elected directors. The annual meeting of the Wellington Farmers' Meat Company was held at Masterton on Wednesday, Mr. J. Campbell presiding. The report and balance-sheet were adopted. The directors recommended the payment of a dividend. Trade was steady throughout the year and prices were well maintained. Mr. Mason and Mr. M'Donald were re-elected directors. The annual meeting of the Wellington Farmers' Meat Company was held at Masterton on Wednesday, Mr. J. Campbell presiding. The report and balance-sheet were adopted. The directors recommended the payment of a dividend. Trade was steady throughout the year and prices were well maintained. Mr. Mason and Mr. M'Donald were re-elected directors. The annual meeting of the Wellington Farmers' Meat Company was held at Masterton on Wednesday, Mr. J. Campbell presiding. The report and balance-sheet were adopted. The directors recommended the payment of a dividend. Trade was steady throughout the year and prices were well maintained. Mr. Mason and Mr. M'Donald were re-elected directors. The annual meeting of the Wellington Farmers' Meat Company was held at Masterton on Wednesday, Mr. J. Campbell presiding. The report and balance-sheet were adopted. The directors recommended the payment of a dividend. Trade was steady throughout the year and prices were well maintained. Mr. Mason and Mr. M'Donald were re-elected directors. The annual meeting of the Wellington Farmers' Meat Company was held at Masterton on Wednesday, Mr. J. Campbell presiding. The report and balance-sheet were adopted. The directors recommended the payment of a dividend. Trade was steady throughout the year and prices were well maintained. Mr. Mason and Mr. M'Donald were re-elected directors. The annual meeting of the Wellington Farmers' Meat Company was held at Masterton on Wednesday, Mr. J. Campbell presiding. The report and balance-sheet were adopted. The directors recommended the payment of a dividend. Trade was steady throughout the year and prices were well maintained. Mr. Mason and Mr. M'Donald were re-elected directors. The annual meeting of the Wellington Farmers' Meat Company was held at Masterton on Wednesday, Mr. J. Campbell presiding. The report and balance-sheet were adopted. The directors recommended the payment of a dividend. Trade was steady throughout the year and prices were well maintained. Mr. Mason and Mr. M'Donald were re-elected directors. The annual meeting of the Wellington Farmers' Meat Company was held at Masterton on Wednesday, Mr. J. Campbell presiding. The report and balance-sheet were adopted. The directors recommended the payment of a dividend. Trade was steady throughout the year and prices were well maintained. Mr. Mason and Mr. M'Donald were re-elected directors.: [278, 333, 342, 678]
- radford: RADFORD & CO.'S Great CLEARING SALE: [418, 229, 563, 254]
- jones-patents-ad: [412, 714, 491, 862]
- article-text: The annual meeting of the Wellington Farmers' Meat Company was held at Masterton on Wednesday, Mr. J. Campbell presiding. The report and balance-sheet were adopted. The directors recommended the payment of a dividend. Trade was steady throughout the year and prices were well maintained. Mr. Mason and Mr. M'Donald were re-elected directors. The annual meeting of the Wellington Farmers' Meat Company was held at Masterton on Wednesday, Mr. J. Campbell presiding. The report and balance-sheet were adopted. The directors recommended the payment of a dividend. Trade was steady throughout the year and prices were well maintained. Mr. Mason and Mr. M'Donald were re-elected directors. The annual meeting of the Wellington Farmers' Meat Company was held at Masterton on Wednesday, Mr. J. Campbell presiding. The report and balance-sheet were adopted. The directors recommended the payment of a dividend. Trade was steady throughout the year and prices were well maintained. Mr. Mason and Mr. M'Donald were re-elected directors. The annual meeting of the Wellington Farmers' Meat Company was held at Masterton on Wednesday, Mr. J. Campbell presiding. The report and balance-sheet were adopted. The directors recommended the payment of a dividend. Trade was steady throughout the year and prices were well maintained. Mr. Mason and Mr. M'Donald were re-elected directors. The annual meeting of the Wellington Farmers' Meat Company was held at Masterton on Wednesday, Mr. J. Campbell presiding. The report and balance-sheet were adopted. The directors recommended the payment of a dividend. Trade was steady throughout the year and prices were well maintained. Mr. Mason and Mr. M'Donald were re-elected directors. The annual meeting of the Wellington Farmers' Meat Company was held at Masterton on Wednesday, Mr. J. Campbell presiding. The report and balance-sheet were adopted. The directors recommended the payment of a dividend. Trade was steady throughout the year and prices were well maintained. Mr. Mason and Mr. M'Donald were re-elected directors. The annual meeting of the Wellington Farmers' Meat Company was held at Masterton on Wednesday, Mr. J. Campbell presiding. The report and balance-sheet were adopted. The directors recommended the payment of a dividend. Trade was steady throughout the year and prices were well maintained. Mr. Mason and Mr. M'Donald were re-elected directors. The annual meeting of the Wellington Farmers' Meat Company was held at Masterton on Wednesday, Mr. J. Campbell presiding. The report and balance-sheet were adopted. The directors recommended the payment of a dividend. Trade was steady throughout the year and prices were well maintained. Mr. Mason and Mr. M'Donald were re-elected directors. The annual meeting of the Wellington Farmers' Meat Company was held at Masterton on Wednesday, Mr. J. Campbell presiding. The report and balance-sheet were adopted. The directors recommended the payment of a dividend. Trade was steady throughout the year and prices were well maintained. Mr. Mason and Mr. M'Donald were re-elected directors. The annual meeting of the Wellington Farmers' Meat Company was held at Masterton on Wednesday, Mr. J. Campbell presiding. The report and balance-sheet were adopted. The directors recommended the payment of a dividend. Trade was steady throughout the year and prices were well maintained. Mr. Mason and Mr. M'Donald were re-elected directors. The annual meeting of the Wellington Farmers' Meat Company was held at Masterton on Wednesday, Mr. J. Campbell presiding. The report and balance-sheet were adopted. The directors recommended the payment of a dividend. Trade was steady throughout the year and prices were well maintained. Mr. Mason and Mr. M'Donald were re-elected directors. The annual meeting of the Wellington Farmers' Meat Company was held at Masterton on Wednesday, Mr. J. Campbell presiding. The report and balance-sheet were adopted. The directors recommended the payment of a dividend. Trade was steady throughout the year and prices were well maintained. Mr. Mason and Mr. M'Donald were re-elected directors. The annual meeting of the Wellington Farmers' Meat Company was held at Masterton on Wednesday, Mr. J. Campbell presiding. The report and balance-sheet were adopted. The directors recommended the payment of a dividend. Trade was steady throughout the year and prices were well maintained. Mr. Mason and Mr. M'Donald were re-elected directors. The annual meeting of the Wellington Farmers' Meat Company was held at Masterton on Wednesday, Mr. J. Campbell presiding. The report and balance-sheet were adopted. The directors recommended the payment of a dividend. Trade was steady throughout the year and prices were well maintained. Mr. Mason and Mr. M'Donald were re-elected directors. The annual meeting of the Wellington Farmers' Meat Company was held at Masterton on Wednesday, Mr. J. Campbell presiding. The report and balance-sheet were adopted. The directors recommended the payment of a dividend. Trade was steady throughout the year and prices were well maintained. Mr. Mason and Mr. M'Donald were re-elected directors. The annual meeting of the Wellington Farmers' Meat Company was held at Masterton on Wednesday, Mr. J. Campbell presiding. The report and balance-sheet were adopted. The directors recommended the payment of a dividend. Trade was steady throughout the year and prices were well maintained. Mr. Mason and Mr. M'Donald were re-elected directors. The annual meeting of the Wellington Farmers' Meat Company was held at Masterton on Wednesday, Mr. J. Campbell presiding. The report and balance-sheet were adopted. The directors recommended the payment of a dividend. Trade was steady throughout the year and prices were well maintained. Mr. Mason and Mr. M'Donald were re-elected directors. The annual meeting of the Wellington Farmers' Meat Company was held at Masterton on Wednesday, Mr. J. Campbell presiding. The report and balance-sheet were adopted. The directors recommended the payment of a dividend. Trade was steady throughout the year and prices were well maintained. Mr. Mason and Mr. M'Donald were re-elected directors. The annual meeting of the Wellington Farmers' Meat Company was held at Masterton on Wednesday, Mr. J. Campbell presiding. The report and balance-sheet were adopted. The directors recommended the payment of a dividend. Trade was steady throughout the year and prices were well maintained. Mr. Mason and Mr. M'Donald were re-elected directors. The annual meeting of the Wellington Farmers' Meat Company was held at Masterton on Wednesday, Mr. J. Campbell presiding. The report and balance-sheet were adopted. The directors recommended the payment of a dividend. Trade was steady throughout the year and prices were well maintained. Mr. Mason and Mr. M'Donald were re-elected directors. The annual meeting of the Wellington Farmers' Meat Company was held at Masterton on Wednesday, Mr. J. Campbell presiding. The report and balance-sheet were adopted. The directors recommended the payment of a dividend. Trade was steady throughout the year and prices were well maintained. Mr. Mason and Mr. M'Donald were re-elected directors. The annual meeting of the Wellington Farmers' Meat Company was held at Masterton on Wednesday, Mr. J. Campbell presiding. The report and balance-sheet were adopted. The directors recommended the payment of a dividend. Trade was steady throughout the year and prices were well maintained. Mr. Mason and Mr. M'Donald were re-elected directors.: [278, 1820, 342, 2450]
- article-text: The annual meeting of the Wellington Farmers' Meat Company was held at Masterton on Wednesday, Mr. J. Campbell presiding. The report and balance-sheet were adopted. The directors recommended the payment of a dividend. Trade was steady throughout the year and prices were well maintained. Mr. Mason and Mr. M'Donald were re-elected directors. The annual meeting of the Wellington Farmers' Meat Company was held at Masterton on Wednesday, Mr. J. Campbell presiding. The report and balance-sheet were adopted. The directors recommended the payment of a dividend. Trade was steady throughout the year and prices were well maintained. Mr. Mason and Mr. M'Donald were re-elected directors. The annual meeting of the Wellington Farmers' Meat Company was held at Masterton on Wednesday, Mr. J. Campbell presiding. The report and balance-sheet were adopted. The directors recommended the payment of a dividend. Trade was steady throughout the year and prices were well maintained. Mr. Mason and Mr. M'Donald were re-elected directors.: [10, 430, 72, 521]
- boot-icon: [15, 981, 56, 1017]
- article-text: The annual meeting of the Wellington Farmers' Meat Company was held at Masterton on Wednesday, Mr. J. Campbell presiding. The report and balance-sheet were adopted. The directors recommended the payment of a dividend. Trade was steady throughout the year and prices were well maintained. Mr. Mason and Mr. M'Donald were re-elected directors. The annual meeting of the Wellington Farmers' Meat Company was held at Masterton on Wednesday, Mr. J. Campbell presiding. The report and balance-sheet were adopted. The directors recommended the payment of a dividend. Trade was steady throughout the year and prices were well maintained. Mr. Mason and Mr. M'Donald were re-elected directors. The annual meeting of the Wellington Farmers' Meat Company was held at Masterton on Wednesday, Mr. J. Campbell presiding. The report and balance-sheet were adopted. The directors recommended the payment of a dividend. Trade was steady throughout the year and prices were well maintained. Mr. Mason and Mr. M'Donald were re-elected directors. The annual meeting of the Wellington Farmers' Meat Company was held at Masterton on Wednesday, Mr. J. Campbell presiding. The report and balance-sheet were adopted. The directors recommended the payment of a dividend. Trade was steady throughout the year and prices were well maintained. Mr. Mason and Mr. M'Donald were re-elected directors. The annual meeting of the Wellington Farmers' Meat Company was held at Masterton on Wednesday, Mr. J. Campbell presiding. The report and balance-sheet were adopted. The directors recommended the payment of a dividend. Trade was steady throughout the year and prices were well maintained. Mr. Mason and Mr. M'Donald were re-elected directors. The annual meeting of the Wellington Farmers' Meat Company was held at Masterton on Wednesday, Mr. J. Campbell presiding. The report and balance-sheet were adopted. The directors recommended the payment of a dividend. Trade was steady throughout the year and prices were well maintained. Mr. Mason and Mr. M'Donald were re-elected directors. The annual meeting of the Wellington Farmers' Meat Company was held at Masterton on Wednesday, Mr. J. Campbell presiding. The report and balance-sheet were adopted. The directors recommended the payment of a dividend. Trade was steady throughout the year and prices were well maintained. Mr. Mason and Mr. M'Donald were re-elected directors. The annual meeting of the Wellington Farmers' Meat Company was held at Masterton on Wednesday, Mr. J. Campbell presiding. The report and balance-sheet were adopted. The directors recommended the payment of a dividend. Trade was steady throughout the year and prices were well maintained. Mr. Mason and Mr. M'Donald were re-elected directors. The annual meeting of the Wellington Farmers' Meat Company was held at Masterton on Wednesday, Mr. J. Campbell presiding. The report and balance-sheet were adopted. The directors recommended the payment of a dividend. Trade was steady throughout the year and prices were well maintained. Mr. Mason and Mr. M'Donald were re-elected directors. The annual meeting of the Wellington Farmers' Meat Company was held at Masterton on Wednesday, Mr. J. Campbell presiding. The report and balance-sheet were adopted. The directors recommended the payment of a dividend. Trade was steady throughout the year and prices were well maintained. Mr. Mason and Mr. M'Donald were re-elected directors. The annual meeting of the Wellington Farmers' Meat Company was held at Masterton on Wednesday, Mr. J. Campbell presiding. The report and balance-sheet were adopted. The directors recommended the payment of a dividend. Trade was steady throughout the year and prices were well maintained. Mr. Mason and Mr. M'Donald were re-elected directors. The annual meeting of the Wellington Farmers' Meat Company was held at Masterton on Wednesday, Mr. J. Campbell presiding. The report and balance-sheet were adopted. The directors recommended the payment of a dividend. Trade was steady throughout the year and prices were well maintained. Mr. Mason and Mr. M'Donald were re-elected directors. The annual meeting of the Wellington Farmers' Meat Company was held at Masterton on Wednesday, Mr. J. Campbell presiding. The report and balance-sheet were adopted. The directors recommended the payment of a dividend. Trade was steady throughout the year and prices were well maintained. Mr. Mason and Mr. M'Donald were re-elected directors. The annual meeting of the Wellington Farmers' Meat Company was held at Masterton on Wednesday, Mr. J. Campbell presiding. The report and balance-sheet were adopted. The directors recommended the payment of a dividend. Trade was steady throughout the year and prices were well maintained. Mr. Mason and Mr. M'Donald were re-elected directors.: [278, 1103, 342, 1504]
- williams-name: S. S. WILLIAMS AND CO., LTD.: [427, 361, 554, 369]
- ad-text: The annual meeting of the Wellington Farmers' Meat Company was held at Masterton on Wednesday, Mr. J. Campbell presiding. The report and balance-sheet were adopted. The directors recommended the payment of a dividend. Trade was steady throughout the year and prices were well maintained. Mr. Mason and Mr. M'Donald were re-elected directors. The annual meeting of the Wellington Farmers' Meat Company was held at Masterton on Wednesday, Mr. J. Campbell presiding. The report and balance-sheet were adopted. The directors recommended the payment of a dividend. Trade was steady throughout the year and prices were well maintained. Mr. Mason and Mr. M'Donald were re-elected directors.: [416, 804, 487, 857]
- shipping-heading: SHIPPING NEWS: [279, 29, 340, 37]
- soldiers-sub2: INTERESTING DISCUSSION: [150, 64, 191, 74]
- french-heading: FRENCH FARMERS: [24, 217, 57, 231]
- parkers-heading: PARKER'S OFFICERS.: [280, 2452, 340, 2457]
- meat-sub: ANNUAL MEETING.: [13, 88, 68, 93]
- orb-netting: LYSAGHT'S "ORB" NETTING: [432, 586, 550, 595]
- article-text: The annual meeting of the Wellington Farmers' Meat Company was held at Masterton on Wednesday, Mr. J. Campbell presiding. The report and balance-sheet were adopted. The directors recommended the payment of a dividend. Trade was steady throughout the year and prices were well maintained. Mr. Mason and Mr. M'Donald were re-elected directors. The annual meeting of the Wellington Farmers' Meat Company was held at Masterton on Wednesday, Mr. J. Campbell presiding. The report and balance-sheet were adopted. The directors recommended the payment of a dividend. Trade was steady throughout the year and prices were well maintained. Mr. Mason and Mr. M'Donald were re-elected directors. The annual meeting of the Wellington Farmers' Meat Company was held at Masterton on Wednesday, Mr. J. Campbell presiding. The report and balance-sheet were adopted. The directors recommended the payment of a dividend. Trade was steady throughout the year and prices were well maintained. Mr. Mason and Mr. M'Donald were re-elected directors. The annual meeting of the Wellington Farmers' Meat Company was held at Masterton on Wednesday, Mr. J. Campbell presiding. The report and balance-sheet were adopted. The directors recommended the payment of a dividend. Trade was steady throughout the year and prices were well maintained. Mr. Mason and Mr. M'Donald were re-elected directors. The annual meeting of the Wellington Farmers' Meat Company was held at Masterton on Wednesday, Mr. J. Campbell presiding. The report and balance-sheet were adopted. The directors recommended the payment of a dividend. Trade was steady throughout the year and prices were well maintained. Mr. Mason and Mr. M'Donald were re-elected directors. The annual meeting of the Wellington Farmers' Meat Company was held at Masterton on Wednesday, Mr. J. Campbell presiding. The report and balance-sheet were adopted. The directors recommended the payment of a dividend. Trade was steady throughout the year and prices were well maintained. Mr. Mason and Mr. M'Donald were re-elected directors. The annual meeting of the Wellington Farmers' Meat Company was held at Masterton on Wednesday, Mr. J. Campbell presiding. The report and balance-sheet were adopted. The directors recommended the payment of a dividend. Trade was steady throughout the year and prices were well maintained. Mr. Mason and Mr. M'Donald were re-elected directors. The annual meeting of the Wellington Farmers' Meat Company was held at Masterton on Wednesday, Mr. J. Campbell presiding. The report and balance-sheet were adopted. The directors recommended the payment of a dividend. Trade was steady throughout the year and prices were well maintained. Mr. Mason and Mr. M'Donald were re-elected directors. The annual meeting of the Wellington Farmers' Meat Company was held at Masterton on Wednesday, Mr. J. Campbell presiding. The report and balance-sheet were adopted. The directors recommended the payment of a dividend. Trade was steady throughout the year and prices were well maintained. Mr. Mason and Mr. M'Donald were re-elected directors. The annual meeting of the Wellington Farmers' Meat Company was held at Masterton on Wednesday, Mr. J. Campbell presiding. The report and balance-sheet were adopted. The directors recommended the payment of a dividend. Trade was steady throughout the year and prices were well maintained. Mr. Mason and Mr. M'Donald were re-elected directors. The annual meeting of the Wellington Farmers' Meat Company was held at Masterton on Wednesday, Mr. J. Campbell presiding. The report and balance-sheet were adopted. The directors recommended the payment of a dividend. Trade was steady throughout the year and prices were well maintained. Mr. Mason and Mr. M'Donald were re-elected directors. The annual meeting of the Wellington Farmers' Meat Company was held at Masterton on Wednesday, Mr. J. Campbell presiding. The report and balance-sheet were adopted. The directors recommended the payment of a dividend. Trade was steady throughout the year and prices were well maintained. Mr. Mason and Mr. M'Donald were re-elected directors. The annual meeting of the Wellington Farmers' Meat Company was held at Masterton on Wednesday, Mr. J. Campbell presiding. The report and balance-sheet were adopted. The directors recommended the payment of a dividend. Trade was steady throughout the year and prices were well maintained. Mr. Mason and Mr. M'Donald were re-elected directors. The annual meeting of the Wellington Farmers' Meat Company was held at Masterton on Wednesday, Mr. J. Campbell presiding. The report and balance-sheet were adopted. The directors recommended the payment of a dividend. Trade was steady throughout the year and prices were well maintained. Mr. Mason and Mr. M'Donald were re-elected directors. The annual meeting of the Wellington Farmers' Meat Company was held at Masterton on Wednesday, Mr. J. Campbell presiding. The report and balance-sheet were adopted. The directors recommended the payment of a dividend. Trade was steady throughout the year and prices were well maintained. Mr. Mason and Mr. M'Donald were re-elected directors. The annual meeting of the Wellington Farmers' Meat Company was held at Masterton on Wednesday, Mr. J. Campbell presiding. The report and balance-sheet were adopted. The directors recommended the payment of a dividend. Trade was steady throughout the year and prices were well maintained. Mr. Mason and Mr. M'Donald were re-elected directors. The annual meeting of the Wellington Farmers' Meat Company was held at Masterton on Wednesday, Mr. J. Campbell presiding. The report and balance-sheet were adopted. The directors recommended the payment of a dividend. Trade was steady throughout the year and prices were well maintained. Mr. Mason and Mr. M'Donald were re-elected directors. The annual meeting of the Wellington Farmers' Meat Company was held at Masterton on Wednesday, Mr. J. Campbell presiding. The report and balance-sheet were adopted. The directors recommended the payment of a dividend. Trade was steady throughout the year and prices were well maintained. Mr. Mason and Mr. M'Donald were re-elected directors. The annual meeting of the Wellington Farmers' Meat Company was held at Masterton on Wednesday, Mr. J. Campbell presiding. The report and balance-sheet were adopted. The directors recommended the payment of a dividend. Trade was steady throughout the year and prices were well maintained. Mr. Mason and Mr. M'Donald were re-elected directors. The annual meeting of the Wellington Farmers' Meat Company was held at Masterton on Wednesday, Mr. J. Campbell presiding. The report and balance-sheet were adopted. The directors recommended the payment of a dividend. Trade was steady throughout the year and prices were well maintained. Mr. Mason and Mr. M'Donald were re-elected directors. The annual meeting of the Wellington Farmers' Meat Company was held at Masterton on Wednesday, Mr. J. Campbell presiding. The report and balance-sheet were adopted. The directors recommended the payment of a dividend. Trade was steady throughout the year and prices were well maintained. Mr. Mason and Mr. M'Donald were re-elected directors. The annual meeting of the Wellington Farmers' Meat Company was held at Masterton on Wednesday, Mr. J. Campbell presiding. The report and balance-sheet were adopted. The directors recommended the payment of a dividend. Trade was steady throughout the year and prices were well maintained. Mr. Mason and Mr. M'Donald were re-elected directors. The annual meeting of the Wellington Farmers' Meat Company was held at Masterton on Wednesday, Mr. J. Campbell presiding. The report and balance-sheet were adopted. The directors recommended the payment of a dividend. Trade was steady throughout the year and prices were well maintained. Mr. Mason and Mr. M'Donald were re-elected directors. The annual meeting of the Wellington Farmers' Meat Company was held at Masterton on Wednesday, Mr. J. Campbell presiding. The report and balance-sheet were adopted. The directors recommended the payment of a dividend. Trade was steady throughout the year and prices were well maintained. Mr. Mason and Mr. M'Donald were re-elected directors. The annual meeting of the Wellington Farmers' Meat Company was held at Masterton on Wednesday, Mr. J. Campbell presiding. The report and balance-sheet were adopted. The directors recommended the payment of a dividend. Trade was steady throughout the year and prices were well maintained. Mr. Mason and Mr. M'Donald were re-elected directors. The annual meeting of the Wellington Farmers' Meat Company was held at Masterton on Wednesday, Mr. J. Campbell presiding. The report and balance-sheet were adopted. The directors recommended the payment of a dividend. Trade was steady throughout the year and prices were well maintained. Mr. Mason and Mr. M'Donald were re-elected directors. The annual meeting of the Wellington Farmers' Meat Company was held at Masterton on Wednesday, Mr. J. Campbell presiding. The report and balance-sheet were adopted. The directors recommended the payment of a dividend. Trade was steady throughout the year and prices were well maintained. Mr. Mason and Mr. M'Donald were re-elected directors. The annual meeting of the Wellington Farmers' Meat Company was held at Masterton on Wednesday, Mr. J. Campbell presiding. The report and balance-sheet were adopted. The directors recommended the payment of a dividend. Trade was steady throughout the year and prices were well maintained. Mr. Mason and Mr. M'Donald were re-elected directors. The annual meeting of the Wellington Farmers' Meat Company was held at Masterton on Wednesday, Mr. J. Campbell presiding. The report and balance-sheet were adopted. The directors recommended the payment of a dividend. Trade was steady throughout the year and prices were well maintained. Mr. Mason and Mr. M'Donald were re-elected directors. The annual meeting of the Wellington Farmers' Meat Company was held at Masterton on Wednesday, Mr. J. Campbell presiding. The report and balance-sheet were adopted. The directors recommended the payment of a dividend. Trade was steady throughout the year and prices were well maintained. Mr. Mason and Mr. M'Donald were re-elected directors. The annual meeting of the Wellington Farmers' Meat Company was held at Masterton on Wednesday, Mr. J. Campbell presiding. The report and balance-sheet were adopted. The directors recommended the payment of a dividend. Trade was steady throughout the year and prices were well maintained. Mr. Mason and Mr. M'Donald were re-elected directors. The annual meeting of the Wellington Farmers' Meat Company was held at Masterton on Wednesday, Mr. J. Campbell presiding. The report and balance-sheet were adopted. The directors recommended the payment of a dividend. Trade was steady throughout the year and prices were well maintained. Mr. Mason and Mr. M'Donald were re-elected directors. The annual meeting of the Wellington Farmers' Meat Company was held at Masterton on Wednesday, Mr. J. Campbell presiding. The report and balance-sheet were adopted. The directors recommended the payment of a dividend. Trade was steady throughout the year and prices were well maintained. Mr. Mason and Mr. M'Donald were re-elected directors. The annual meeting of the Wellington Farmers' Meat Company was held at Masterton on Wednesday, Mr. J. Campbell presiding. The report and balance-sheet were adopted. The directors recommended the payment of a dividend. Trade was steady throughout the year and prices were well maintained. Mr. Mason and Mr. M'Donald were re-elected directors. The annual meeting of the Wellington Farmers' Meat Company was held at Masterton on Wednesday, Mr. J. Campbell presiding. The report and balance-sheet were adopted. The directors recommended the payment of a dividend. Trade was steady throughout the year and prices were well maintained. Mr. Mason and Mr. M'Donald were re-elected directors. The annual meeting of the Wellington Farmers' Meat Company was held at Masterton on Wednesday, Mr. J. Campbell presiding. The report and balance-sheet were adopted. The directors recommended the payment of a dividend. Trade was steady throughout the year and prices were well maintained. Mr. Mason and Mr. M'Donald were re-elected directors. The annual meeting of the Wellington Farmers' Meat Company was held at Masterton on Wednesday, Mr. J. Campbell presiding. The report and balance-sheet were adopted. The directors recommended the payment of a dividend. Trade was steady throughout the year and prices were well maintained. Mr. Mason and Mr. M'Donald were re-elected directors. The annual meeting of the Wellington Farmers' Meat Company was held at Masterton on Wednesday, Mr. J. Campbell presiding. The report and balance-sheet were adopted. The directors recommended the payment of a dividend. Trade was steady throughout the year and prices were well maintained. Mr. Mason and Mr. M'Donald were re-elected directors.: [347, 657, 409, 1802]
- supreme-sub: AN IMPORTANT DECISION.: [82, 472, 126, 483]
- projected-heading: PROJECTED DEPARTURES.: [289, 1090, 329, 1101]
- williams-ad: [412, 271, 569, 378]
- left-subcol: [10, 63, 71, 746]
- ad-text: The annual meeting of the Wellington Farmers' Meat Company was held at Masterton on Wednesday, Mr. J. Campbell presiding. The report and balance-sheet were adopted. The directors recommended the payment of a dividend. Trade was steady throughout the year and prices were well maintained. Mr. Mason and Mr. M'Donald were re-elected directors. The annual meeting of the Wellington Farmers' Meat Company was held at Masterton on Wednesday, Mr. J. Campbell presiding. The report and balance-sheet were adopted. The directors recommended the payment of a dividend. Trade was steady throughout the year and prices were well maintained. Mr. Mason and Mr. M'Donald were re-elected directors. The annual meeting of the Wellington Farmers' Meat Company was held at Masterton on Wednesday, Mr. J. Campbell presiding. The report and balance-sheet were adopted. The directors recommended the payment of a dividend. Trade was steady throughout the year and prices were well maintained. Mr. Mason and Mr. M'Donald were re-elected directors. The annual meeting of the Wellington Farmers' Meat Company was held at Masterton on Wednesday, Mr. J. Campbell presiding. The report and balance-sheet were adopted. The directors recommended the payment of a dividend. Trade was steady throughout the year and prices were well maintained. Mr. Mason and Mr. M'Donald were re-elected directors. The annual meeting of the Wellington Farmers' Meat Company was held at Masterton on Wednesday, Mr. J. Campbell presiding. The report and balance-sheet were adopted. The directors recommended the payment of a dividend. Trade was steady throughout the year and prices were well maintained. Mr. Mason and Mr. M'Donald were re-elected directors. The annual meeting of the Wellington Farmers' Meat Company was held at Masterton on Wednesday, Mr. J. Campbell presiding. The report and balance-sheet were adopted. The directors recommended the payment of a dividend. Trade was steady throughout the year and prices were well maintained. Mr. Mason and Mr. M'Donald were re-elected directors. The annual meeting of the Wellington Farmers' Meat Company was held at Masterton on Wednesday, Mr. J. Campbell presiding. The report and balance-sheet were adopted. The directors recommended the payment of a dividend. Trade was steady throughout the year and prices were well maintained. Mr. Mason and Mr. M'Donald were re-elected directors. The annual meeting of the Wellington Farmers' Meat Company was held at Masterton on Wednesday, Mr. J. Campbell presiding. The report and balance-sheet were adopted. The directors recommended the payment of a dividend. Trade was steady throughout the year and prices were well maintained. Mr. Mason and Mr. M'Donald were re-elected directors.: [416, 69, 566, 167]
- addington-heading: ADDINGTON MARKET.: [23, 523, 58, 533]
- departures-heading: DEPARTURES.: [289, 326, 329, 332]
- bottom-ads: [412, 712, 569, 864]
- boots-footer: The Live Men, Keen Cutting, Best Value Boot Salesmen in the City—or out of it.: [15, 1022, 120, 1034]
- ad-text: The annual meeting of the Wellington Farmers' Meat Company was held at Masterton on Wednesday, Mr. J. Campbell presiding. The report and balance-sheet were adopted. The directors recommended the payment of a dividend. Trade was steady throughout the year and prices were well maintained. Mr. Mason and Mr. M'Donald were re-elected directors. The annual meeting of the Wellington Farmers' Meat Company was held at Masterton on Wednesday, Mr. J. Campbell presiding. The report and balance-sheet were adopted. The directors recommended the payment of a dividend. Trade was steady throughout the year and prices were well maintained. Mr. Mason and Mr. M'Donald were re-elected directors.: [496, 749, 566, 803]
- article-text: The annual meeting of the Wellington Farmers' Meat Company was held at Masterton on Wednesday, Mr. J. Campbell presiding. The report and balance-sheet were adopted. The directors recommended the payment of a dividend. Trade was steady throughout the year and prices were well maintained. Mr. Mason and Mr. M'Donald were re-elected directors. The annual meeting of the Wellington Farmers' Meat Company was held at Masterton on Wednesday, Mr. J. Campbell presiding. The report and balance-sheet were adopted. The directors recommended the payment of a dividend. Trade was steady throughout the year and prices were well maintained. Mr. Mason and Mr. M'Donald were re-elected directors. The annual meeting of the Wellington Farmers' Meat Company was held at Masterton on Wednesday, Mr. J. Campbell presiding. The report and balance-sheet were adopted. The directors recommended the payment of a dividend. Trade was steady throughout the year and prices were well maintained. Mr. Mason and Mr. M'Donald were re-elected directors. The annual meeting of the Wellington Farmers' Meat Company was held at Masterton on Wednesday, Mr. J. Campbell presiding. The report and balance-sheet were adopted. The directors recommended the payment of a dividend. Trade was steady throughout the year and prices were well maintained. Mr. Mason and Mr. M'Donald were re-elected directors. The annual meeting of the Wellington Farmers' Meat Company was held at Masterton on Wednesday, Mr. J. Campbell presiding. The report and balance-sheet were adopted. The directors recommended the payment of a dividend. Trade was steady throughout the year and prices were well maintained. Mr. Mason and Mr. M'Donald were re-elected directors. The annual meeting of the Wellington Farmers' Meat Company was held at Masterton on Wednesday, Mr. J. Campbell presiding. The report and balance-sheet were adopted. The directors recommended the payment of a dividend. Trade was steady throughout the year and prices were well maintained. Mr. Mason and Mr. M'Donald were re-elected directors.: [10, 232, 72, 413]
- ad-text: The annual meeting of the Wellington Farmers' Meat Company was held at Masterton on Wednesday, Mr. J. Campbell presiding. The report and balance-sheet were adopted. The directors recommended the payment of a dividend. Trade was steady throughout the year and prices were well maintained. Mr. Mason and Mr. M'Donald were re-elected directors. The annual meeting of the Wellington Farmers' Meat Company was held at Masterton on Wednesday, Mr. J. Campbell presiding. The report and balance-sheet were adopted. The directors recommended the payment of a dividend. Trade was steady throughout the year and prices were well maintained. Mr. Mason and Mr. M'Donald were re-elected directors. The annual meeting of the Wellington Farmers' Meat Company was held at Masterton on Wednesday, Mr. J. Campbell presiding. The report and balance-sheet were adopted. The directors recommended the payment of a dividend. Trade was steady throughout the year and prices were well maintained. Mr. Mason and Mr. M'Donald were re-elected directors. The annual meeting of the Wellington Farmers' Meat Company was held at Masterton on Wednesday, Mr. J. Campbell presiding. The report and balance-sheet were adopted. The directors recommended the payment of a dividend. Trade was steady throughout the year and prices were well maintained. Mr. Mason and Mr. M'Donald were re-elected directors. The annual meeting of the Wellington Farmers' Meat Company was held at Masterton on Wednesday, Mr. J. Campbell presiding. The report and balance-sheet were adopted. The directors recommended the payment of a dividend. Trade was steady throughout the year and prices were well maintained. Mr. Mason and Mr. M'Donald were re-elected directors. The annual meeting of the Wellington Farmers' Meat Company was held at Masterton on Wednesday, Mr. J. Campbell presiding. The report and balance-sheet were adopted. The directors recommended the payment of a dividend. Trade was steady throughout the year and prices were well maintained. Mr. Mason and Mr. M'Donald were re-elected directors.: [416, 510, 566, 584]
- boots-trades: SAILORMEN, WINCHMEN, DONKEYMEN, GENTLEMEN, WORKINGMEN, CARTMEN, DUSTMEN, DRAPERYMEN, GROCERYMEN,: [15, 810, 130, 828]
- dentists-label: THE DENTISTS: [470, 487, 511, 493]
- leaseholds-heading: CITY LEASEHOLDS: [215, 29, 265, 44]
- live-stock-heading: LIVE STOCK SALES: [20, 415, 61, 429]
- supreme-heading: SUPREME COURT: [74, 463, 134, 471]
- williams-address: 117 Taranaki Street, WELLINGTON.: [457, 369, 525, 374]
- masterton-heading: Masterton, August 2.: [75, 65, 133, 71]
- the-best: THE BEST.: [508, 803, 553, 812]
- lysaght-ad: [412, 499, 569, 604]
- higgs-odonnell: HIGGS & O'DONNELL: [422, 796, 481, 802]
- stiff-joints-heading: STIFF JOINTS.: [216, 1790, 264, 1797]
- article-text: The annual meeting of the Wellington Farmers' Meat Company was held at Masterton on Wednesday, Mr. J. Campbell presiding. The report and balance-sheet were adopted. The directors recommended the payment of a dividend. Trade was steady throughout the year and prices were well maintained. Mr. Mason and Mr. M'Donald were re-elected directors. The annual meeting of the Wellington Farmers' Meat Company was held at Masterton on Wednesday, Mr. J. Campbell presiding. The report and balance-sheet were adopted. The directors recommended the payment of a dividend. Trade was steady throughout the year and prices were well maintained. Mr. Mason and Mr. M'Donald were re-elected directors. The annual meeting of the Wellington Farmers' Meat Company was held at Masterton on Wednesday, Mr. J. Campbell presiding. The report and balance-sheet were adopted. The directors recommended the payment of a dividend. Trade was steady throughout the year and prices were well maintained. Mr. Mason and Mr. M'Donald were re-elected directors. The annual meeting of the Wellington Farmers' Meat Company was held at Masterton on Wednesday, Mr. J. Campbell presiding. The report and balance-sheet were adopted. The directors recommended the payment of a dividend. Trade was steady throughout the year and prices were well maintained. Mr. Mason and Mr. M'Donald were re-elected directors. The annual meeting of the Wellington Farmers' Meat Company was held at Masterton on Wednesday, Mr. J. Campbell presiding. The report and balance-sheet were adopted. The directors recommended the payment of a dividend. Trade was steady throughout the year and prices were well maintained. Mr. Mason and Mr. M'Donald were re-elected directors. The annual meeting of the Wellington Farmers' Meat Company was held at Masterton on Wednesday, Mr. J. Campbell presiding. The report and balance-sheet were adopted. The directors recommended the payment of a dividend. Trade was steady throughout the year and prices were well maintained. Mr. Mason and Mr. M'Donald were re-elected directors.: [347, 1830, 409, 2011]
- radford-address: 43, 45, 47 MANNERS STREET.: [461, 259, 520, 264]
- golf-heading: GOLF: [231, 1180, 249, 1187]
- article-text: The annual meeting of the Wellington Farmers' Meat Company was held at Masterton on Wednesday, Mr. J. Campbell presiding. The report and balance-sheet were adopted. The directors recommended the payment of a dividend. Trade was steady throughout the year and prices were well maintained. Mr. Mason and Mr. M'Donald were re-elected directors. The annual meeting of the Wellington Farmers' Meat Company was held at Masterton on Wednesday, Mr. J. Campbell presiding. The report and balance-sheet were adopted. The directors recommended the payment of a dividend. Trade was steady throughout the year and prices were well maintained. Mr. Mason and Mr. M'Donald were re-elected directors. The annual meeting of the Wellington Farmers' Meat Company was held at Masterton on Wednesday, Mr. J. Campbell presiding. The report and balance-sheet were adopted. The directors recommended the payment of a dividend. Trade was steady throughout the year and prices were well maintained. Mr. Mason and Mr. M'Donald were re-elected directors. The annual meeting of the Wellington Farmers' Meat Company was held at Masterton on Wednesday, Mr. J. Campbell presiding. The report and balance-sheet were adopted. The directors recommended the payment of a dividend. Trade was steady throughout the year and prices were well maintained. Mr. Mason and Mr. M'Donald were re-elected directors. The annual meeting of the Wellington Farmers' Meat Company was held at Masterton on Wednesday, Mr. J. Campbell presiding. The report and balance-sheet were adopted. The directors recommended the payment of a dividend. Trade was steady throughout the year and prices were well maintained. Mr. Mason and Mr. M'Donald were re-elected directors. The annual meeting of the Wellington Farmers' Meat Company was held at Masterton on Wednesday, Mr. J. Campbell presiding. The report and balance-sheet were adopted. The directors recommended the payment of a dividend. Trade was steady throughout the year and prices were well maintained. Mr. Mason and Mr. M'Donald were re-elected directors. The annual meeting of the Wellington Farmers' Meat Company was held at Masterton on Wednesday, Mr. J. Campbell presiding. The report and balance-sheet were adopted. The directors recommended the payment of a dividend. Trade was steady throughout the year and prices were well maintained. Mr. Mason and Mr. M'Donald were re-elected directors. The annual meeting of the Wellington Farmers' Meat Company was held at Masterton on Wednesday, Mr. J. Campbell presiding. The report and balance-sheet were adopted. The directors recommended the payment of a dividend. Trade was steady throughout the year and prices were well maintained. Mr. Mason and Mr. M'Donald were re-elected directors. The annual meeting of the Wellington Farmers' Meat Company was held at Masterton on Wednesday, Mr. J. Campbell presiding. The report and balance-sheet were adopted. The directors recommended the payment of a dividend. Trade was steady throughout the year and prices were well maintained. Mr. Mason and Mr. M'Donald were re-elected directors. The annual meeting of the Wellington Farmers' Meat Company was held at Masterton on Wednesday, Mr. J. Campbell presiding. The report and balance-sheet were adopted. The directors recommended the payment of a dividend. Trade was steady throughout the year and prices were well maintained. Mr. Mason and Mr. M'Donald were re-elected directors. The annual meeting of the Wellington Farmers' Meat Company was held at Masterton on Wednesday, Mr. J. Campbell presiding. The report and balance-sheet were adopted. The directors recommended the payment of a dividend. Trade was steady throughout the year and prices were well maintained. Mr. Mason and Mr. M'Donald were re-elected directors. The annual meeting of the Wellington Farmers' Meat Company was held at Masterton on Wednesday, Mr. J. Campbell presiding. The report and balance-sheet were adopted. The directors recommended the payment of a dividend. Trade was steady throughout the year and prices were well maintained. Mr. Mason and Mr. M'Donald were re-elected directors. The annual meeting of the Wellington Farmers' Meat Company was held at Masterton on Wednesday, Mr. J. Campbell presiding. The report and balance-sheet were adopted. The directors recommended the payment of a dividend. Trade was steady throughout the year and prices were well maintained. Mr. Mason and Mr. M'Donald were re-elected directors. The annual meeting of the Wellington Farmers' Meat Company was held at Masterton on Wednesday, Mr. J. Campbell presiding. The report and balance-sheet were adopted. The directors recommended the payment of a dividend. Trade was steady throughout the year and prices were well maintained. Mr. Mason and Mr. M'Donald were re-elected directors. The annual meeting of the Wellington Farmers' Meat Company was held at Masterton on Wednesday, Mr. J. Campbell presiding. The report and balance-sheet were adopted. The directors recommended the payment of a dividend. Trade was steady throughout the year and prices were well maintained. Mr. Mason and Mr. M'Donald were re-elected directors. The annual meeting of the Wellington Farmers' Meat Company was held at Masterton on Wednesday, Mr. J. Campbell presiding. The report and balance-sheet were adopted. The directors recommended the payment of a dividend. Trade was steady throughout the year and prices were well maintained. Mr. Mason and Mr. M'Donald were re-elected directors. The annual meeting of the Wellington Farmers' Meat Company was held at Masterton on Wednesday, Mr. J. Campbell presiding. The report and balance-sheet were adopted. The directors recommended the payment of a dividend. Trade was steady throughout the year and prices were well maintained. Mr. Mason and Mr. M'Donald were re-elected directors. The annual meeting of the Wellington Farmers' Meat Company was held at Masterton on Wednesday, Mr. J. Campbell presiding. The report and balance-sheet were adopted. The directors recommended the payment of a dividend. Trade was steady throughout the year and prices were well maintained. Mr. Mason and Mr. M'Donald were re-elected directors. The annual meeting of the Wellington Farmers' Meat Company was held at Masterton on Wednesday, Mr. J. Campbell presiding. The report and balance-sheet were adopted. The directors recommended the payment of a dividend. Trade was steady throughout the year and prices were well maintained. Mr. Mason and Mr. M'Donald were re-elected directors. The annual meeting of the Wellington Farmers' Meat Company was held at Masterton on Wednesday, Mr. J. Campbell presiding. The report and balance-sheet were adopted. The directors recommended the payment of a dividend. Trade was steady throughout the year and prices were well maintained. Mr. Mason and Mr. M'Donald were re-elected directors.: [347, 36, 409, 639]
- sole-agents: SOLE AGENTS—: [51, 973, 94, 979]
- sale-ad: [412, 191, 569, 269]
- arrivals-heading: ARRIVALS.: [295, 143, 324, 149]
- article-text: The annual meeting of the Wellington Farmers' Meat Company was held at Masterton on Wednesday, Mr. J. Campbell presiding. The report and balance-sheet were adopted. The directors recommended the payment of a dividend. Trade was steady throughout the year and prices were well maintained. Mr. Mason and Mr. M'Donald were re-elected directors. The annual meeting of the Wellington Farmers' Meat Company was held at Masterton on Wednesday, Mr. J. Campbell presiding. The report and balance-sheet were adopted. The directors recommended the payment of a dividend. Trade was steady throughout the year and prices were well maintained. Mr. Mason and Mr. M'Donald were re-elected directors. The annual meeting of the Wellington Farmers' Meat Company was held at Masterton on Wednesday, Mr. J. Campbell presiding. The report and balance-sheet were adopted. The directors recommended the payment of a dividend. Trade was steady throughout the year and prices were well maintained. Mr. Mason and Mr. M'Donald were re-elected directors. The annual meeting of the Wellington Farmers' Meat Company was held at Masterton on Wednesday, Mr. J. Campbell presiding. The report and balance-sheet were adopted. The directors recommended the payment of a dividend. Trade was steady throughout the year and prices were well maintained. Mr. Mason and Mr. M'Donald were re-elected directors.: [278, 2458, 342, 2576]
- ad-text: The annual meeting of the Wellington Farmers' Meat Company was held at Masterton on Wednesday, Mr. J. Campbell presiding. The report and balance-sheet were adopted. The directors recommended the payment of a dividend. Trade was steady throughout the year and prices were well maintained. Mr. Mason and Mr. M'Donald were re-elected directors. The annual meeting of the Wellington Farmers' Meat Company was held at Masterton on Wednesday, Mr. J. Campbell presiding. The report and balance-sheet were adopted. The directors recommended the payment of a dividend. Trade was steady throughout the year and prices were well maintained. Mr. Mason and Mr. M'Donald were re-elected directors. The annual meeting of the Wellington Farmers' Meat Company was held at Masterton on Wednesday, Mr. J. Campbell presiding. The report and balance-sheet were adopted. The directors recommended the payment of a dividend. Trade was steady throughout the year and prices were well maintained. Mr. Mason and Mr. M'Donald were re-elected directors. The annual meeting of the Wellington Farmers' Meat Company was held at Masterton on Wednesday, Mr. J. Campbell presiding. The report and balance-sheet were adopted. The directors recommended the payment of a dividend. Trade was steady throughout the year and prices were well maintained. Mr. Mason and Mr. M'Donald were re-elected directors. The annual meeting of the Wellington Farmers' Meat Company was held at Masterton on Wednesday, Mr. J. Campbell presiding. The report and balance-sheet were adopted. The directors recommended the payment of a dividend. Trade was steady throughout the year and prices were well maintained. Mr. Mason and Mr. M'Donald were re-elected directors.: [416, 638, 566, 699]
- expected-heading: EXPECTED ARRIVALS.: [278, 680, 341, 686]
- boots-tagline: We have the very Boots you want.: [41, 888, 104, 893]
- article-text: The annual meeting of the Wellington Farmers' Meat Company was held at Masterton on Wednesday, Mr. J. Campbell presiding. The report and balance-sheet were adopted. The directors recommended the payment of a dividend. Trade was steady throughout the year and prices were well maintained. Mr. Mason and Mr. M'Donald were re-elected directors. The annual meeting of the Wellington Farmers' Meat Company was held at Masterton on Wednesday, Mr. J. Campbell presiding. The report and balance-sheet were adopted. The directors recommended the payment of a dividend. Trade was steady throughout the year and prices were well maintained. Mr. Mason and Mr. M'Donald were re-elected directors. The annual meeting of the Wellington Farmers' Meat Company was held at Masterton on Wednesday, Mr. J. Campbell presiding. The report and balance-sheet were adopted. The directors recommended the payment of a dividend. Trade was steady throughout the year and prices were well maintained. Mr. Mason and Mr. M'Donald were re-elected directors. The annual meeting of the Wellington Farmers' Meat Company was held at Masterton on Wednesday, Mr. J. Campbell presiding. The report and balance-sheet were adopted. The directors recommended the payment of a dividend. Trade was steady throughout the year and prices were well maintained. Mr. Mason and Mr. M'Donald were re-elected directors. The annual meeting of the Wellington Farmers' Meat Company was held at Masterton on Wednesday, Mr. J. Campbell presiding. The report and balance-sheet were adopted. The directors recommended the payment of a dividend. Trade was steady throughout the year and prices were well maintained. Mr. Mason and Mr. M'Donald were re-elected directors. The annual meeting of the Wellington Farmers' Meat Company was held at Masterton on Wednesday, Mr. J. Campbell presiding. The report and balance-sheet were adopted. The directors recommended the payment of a dividend. Trade was steady throughout the year and prices were well maintained. Mr. Mason and Mr. M'Donald were re-elected directors. The annual meeting of the Wellington Farmers' Meat Company was held at Masterton on Wednesday, Mr. J. Campbell presiding. The report and balance-sheet were adopted. The directors recommended the payment of a dividend. Trade was steady throughout the year and prices were well maintained. Mr. Mason and Mr. M'Donald were re-elected directors. The annual meeting of the Wellington Farmers' Meat Company was held at Masterton on Wednesday, Mr. J. Campbell presiding. The report and balance-sheet were adopted. The directors recommended the payment of a dividend. Trade was steady throughout the year and prices were well maintained. Mr. Mason and Mr. M'Donald were re-elected directors. The annual meeting of the Wellington Farmers' Meat Company was held at Masterton on Wednesday, Mr. J. Campbell presiding. The report and balance-sheet were adopted. The directors recommended the payment of a dividend. Trade was steady throughout the year and prices were well maintained. Mr. Mason and Mr. M'Donald were re-elected directors. The annual meeting of the Wellington Farmers' Meat Company was held at Masterton on Wednesday, Mr. J. Campbell presiding. The report and balance-sheet were adopted. The directors recommended the payment of a dividend. Trade was steady throughout the year and prices were well maintained. Mr. Mason and Mr. M'Donald were re-elected directors. The annual meeting of the Wellington Farmers' Meat Company was held at Masterton on Wednesday, Mr. J. Campbell presiding. The report and balance-sheet were adopted. The directors recommended the payment of a dividend. Trade was steady throughout the year and prices were well maintained. Mr. Mason and Mr. M'Donald were re-elected directors. The annual meeting of the Wellington Farmers' Meat Company was held at Masterton on Wednesday, Mr. J. Campbell presiding. The report and balance-sheet were adopted. The directors recommended the payment of a dividend. Trade was steady throughout the year and prices were well maintained. Mr. Mason and Mr. M'Donald were re-elected directors.: [139, 1406, 203, 1750]
- col2-footer: For Catarrh, Chest Complaints, Woods' Great Peppermint Cure.: [138, 1750, 203, 1759]
- soldiers-heading: SOLDIERS ON THE LAND: [141, 29, 201, 42]
- investment-heading: INVESTMENT SHARES.: [85, 309, 123, 320]
- article-text: The annual meeting of the Wellington Farmers' Meat Company was held at Masterton on Wednesday, Mr. J. Campbell presiding. The report and balance-sheet were adopted. The directors recommended the payment of a dividend. Trade was steady throughout the year and prices were well maintained. Mr. Mason and Mr. M'Donald were re-elected directors. The annual meeting of the Wellington Farmers' Meat Company was held at Masterton on Wednesday, Mr. J. Campbell presiding. The report and balance-sheet were adopted. The directors recommended the payment of a dividend. Trade was steady throughout the year and prices were well maintained. Mr. Mason and Mr. M'Donald were re-elected directors. The annual meeting of the Wellington Farmers' Meat Company was held at Masterton on Wednesday, Mr. J. Campbell presiding. The report and balance-sheet were adopted. The directors recommended the payment of a dividend. Trade was steady throughout the year and prices were well maintained. Mr. Mason and Mr. M'Donald were re-elected directors. The annual meeting of the Wellington Farmers' Meat Company was held at Masterton on Wednesday, Mr. J. Campbell presiding. The report and balance-sheet were adopted. The directors recommended the payment of a dividend. Trade was steady throughout the year and prices were well maintained. Mr. Mason and Mr. M'Donald were re-elected directors. The annual meeting of the Wellington Farmers' Meat Company was held at Masterton on Wednesday, Mr. J. Campbell presiding. The report and balance-sheet were adopted. The directors recommended the payment of a dividend. Trade was steady throughout the year and prices were well maintained. Mr. Mason and Mr. M'Donald were re-elected directors. The annual meeting of the Wellington Farmers' Meat Company was held at Masterton on Wednesday, Mr. J. Campbell presiding. The report and balance-sheet were adopted. The directors recommended the payment of a dividend. Trade was steady throughout the year and prices were well maintained. Mr. Mason and Mr. M'Donald were re-elected directors.: [208, 1798, 273, 1973]
- gossip-heading: MERCANTILE GOSSIP.: [346, 29, 409, 34]
- article-text: The annual meeting of the Wellington Farmers' Meat Company was held at Masterton on Wednesday, Mr. J. Campbell presiding. The report and balance-sheet were adopted. The directors recommended the payment of a dividend. Trade was steady throughout the year and prices were well maintained. Mr. Mason and Mr. M'Donald were re-elected directors. The annual meeting of the Wellington Farmers' Meat Company was held at Masterton on Wednesday, Mr. J. Campbell presiding. The report and balance-sheet were adopted. The directors recommended the payment of a dividend. Trade was steady throughout the year and prices were well maintained. Mr. Mason and Mr. M'Donald were re-elected directors. The annual meeting of the Wellington Farmers' Meat Company was held at Masterton on Wednesday, Mr. J. Campbell presiding. The report and balance-sheet were adopted. The directors recommended the payment of a dividend. Trade was steady throughout the year and prices were well maintained. Mr. Mason and Mr. M'Donald were re-elected directors. The annual meeting of the Wellington Farmers' Meat Company was held at Masterton on Wednesday, Mr. J. Campbell presiding. The report and balance-sheet were adopted. The directors recommended the payment of a dividend. Trade was steady throughout the year and prices were well maintained. Mr. Mason and Mr. M'Donald were re-elected directors. The annual meeting of the Wellington Farmers' Meat Company was held at Masterton on Wednesday, Mr. J. Campbell presiding. The report and balance-sheet were adopted. The directors recommended the payment of a dividend. Trade was steady throughout the year and prices were well maintained. Mr. Mason and Mr. M'Donald were re-elected directors. The annual meeting of the Wellington Farmers' Meat Company was held at Masterton on Wednesday, Mr. J. Campbell presiding. The report and balance-sheet were adopted. The directors recommended the payment of a dividend. Trade was steady throughout the year and prices were well maintained. Mr. Mason and Mr. M'Donald were re-elected directors. The annual meeting of the Wellington Farmers' Meat Company was held at Masterton on Wednesday, Mr. J. Campbell presiding. The report and balance-sheet were adopted. The directors recommended the payment of a dividend. Trade was steady throughout the year and prices were well maintained. Mr. Mason and Mr. M'Donald were re-elected directors. The annual meeting of the Wellington Farmers' Meat Company was held at Masterton on Wednesday, Mr. J. Campbell presiding. The report and balance-sheet were adopted. The directors recommended the payment of a dividend. Trade was steady throughout the year and prices were well maintained. Mr. Mason and Mr. M'Donald were re-elected directors. The annual meeting of the Wellington Farmers' Meat Company was held at Masterton on Wednesday, Mr. J. Campbell presiding. The report and balance-sheet were adopted. The directors recommended the payment of a dividend. Trade was steady throughout the year and prices were well maintained. Mr. Mason and Mr. M'Donald were re-elected directors. The annual meeting of the Wellington Farmers' Meat Company was held at Masterton on Wednesday, Mr. J. Campbell presiding. The report and balance-sheet were adopted. The directors recommended the payment of a dividend. Trade was steady throughout the year and prices were well maintained. Mr. Mason and Mr. M'Donald were re-elected directors. The annual meeting of the Wellington Farmers' Meat Company was held at Masterton on Wednesday, Mr. J. Campbell presiding. The report and balance-sheet were adopted. The directors recommended the payment of a dividend. Trade was steady throughout the year and prices were well maintained. Mr. Mason and Mr. M'Donald were re-elected directors. The annual meeting of the Wellington Farmers' Meat Company was held at Masterton on Wednesday, Mr. J. Campbell presiding. The report and balance-sheet were adopted. The directors recommended the payment of a dividend. Trade was steady throughout the year and prices were well maintained. Mr. Mason and Mr. M'Donald were re-elected directors.: [208, 833, 273, 1178]
- miller-agent: R. MILLER, Platform, Greytown, Sole New Zealand Agent.: [346, 2219, 409, 2228]
- manures-heading: MANURES.: [22, 691, 59, 698]
- mining-heading: MINING NEWS: [79, 384, 129, 391]
- radford-now: NOW ON!: [478, 254, 504, 260]
- moon-heading: PHASES OF THE MOON.: [286, 42, 333, 53]
- article-text: The annual meeting of the Wellington Farmers' Meat Company was held at Masterton on Wednesday, Mr. J. Campbell presiding. The report and balance-sheet were adopted. The directors recommended the payment of a dividend. Trade was steady throughout the year and prices were well maintained. Mr. Mason and Mr. M'Donald were re-elected directors. The annual meeting of the Wellington Farmers' Meat Company was held at Masterton on Wednesday, Mr. J. Campbell presiding. The report and balance-sheet were adopted. The directors recommended the payment of a dividend. Trade was steady throughout the year and prices were well maintained. Mr. Mason and Mr. M'Donald were re-elected directors. The annual meeting of the Wellington Farmers' Meat Company was held at Masterton on Wednesday, Mr. J. Campbell presiding. The report and balance-sheet were adopted. The directors recommended the payment of a dividend. Trade was steady throughout the year and prices were well maintained. Mr. Mason and Mr. M'Donald were re-elected directors.: [278, 54, 342, 142]
- article-text: The annual meeting of the Wellington Farmers' Meat Company was held at Masterton on Wednesday, Mr. J. Campbell presiding. The report and balance-sheet were adopted. The directors recommended the payment of a dividend. Trade was steady throughout the year and prices were well maintained. Mr. Mason and Mr. M'Donald were re-elected directors. The annual meeting of the Wellington Farmers' Meat Company was held at Masterton on Wednesday, Mr. J. Campbell presiding. The report and balance-sheet were adopted. The directors recommended the payment of a dividend. Trade was steady throughout the year and prices were well maintained. Mr. Mason and Mr. M'Donald were re-elected directors. The annual meeting of the Wellington Farmers' Meat Company was held at Masterton on Wednesday, Mr. J. Campbell presiding. The report and balance-sheet were adopted. The directors recommended the payment of a dividend. Trade was steady throughout the year and prices were well maintained. Mr. Mason and Mr. M'Donald were re-elected directors. The annual meeting of the Wellington Farmers' Meat Company was held at Masterton on Wednesday, Mr. J. Campbell presiding. The report and balance-sheet were adopted. The directors recommended the payment of a dividend. Trade was steady throughout the year and prices were well maintained. Mr. Mason and Mr. M'Donald were re-elected directors. The annual meeting of the Wellington Farmers' Meat Company was held at Masterton on Wednesday, Mr. J. Campbell presiding. The report and balance-sheet were adopted. The directors recommended the payment of a dividend. Trade was steady throughout the year and prices were well maintained. Mr. Mason and Mr. M'Donald were re-elected directors.: [10, 535, 72, 686]
- column-city-leaseholds: [207, 27, 274, 1982]
- boots-headline: Boots! Boots! Boots!: [42, 752, 103, 808]
- orb-sub: THE BEST WIRE NETTING MADE: [446, 594, 536, 600]
- column-advertisements: [412, 27, 569, 858]
- egypt-heading: "WITH OUR SOLDIERS IN EGYPT.": [139, 1394, 202, 1405]
